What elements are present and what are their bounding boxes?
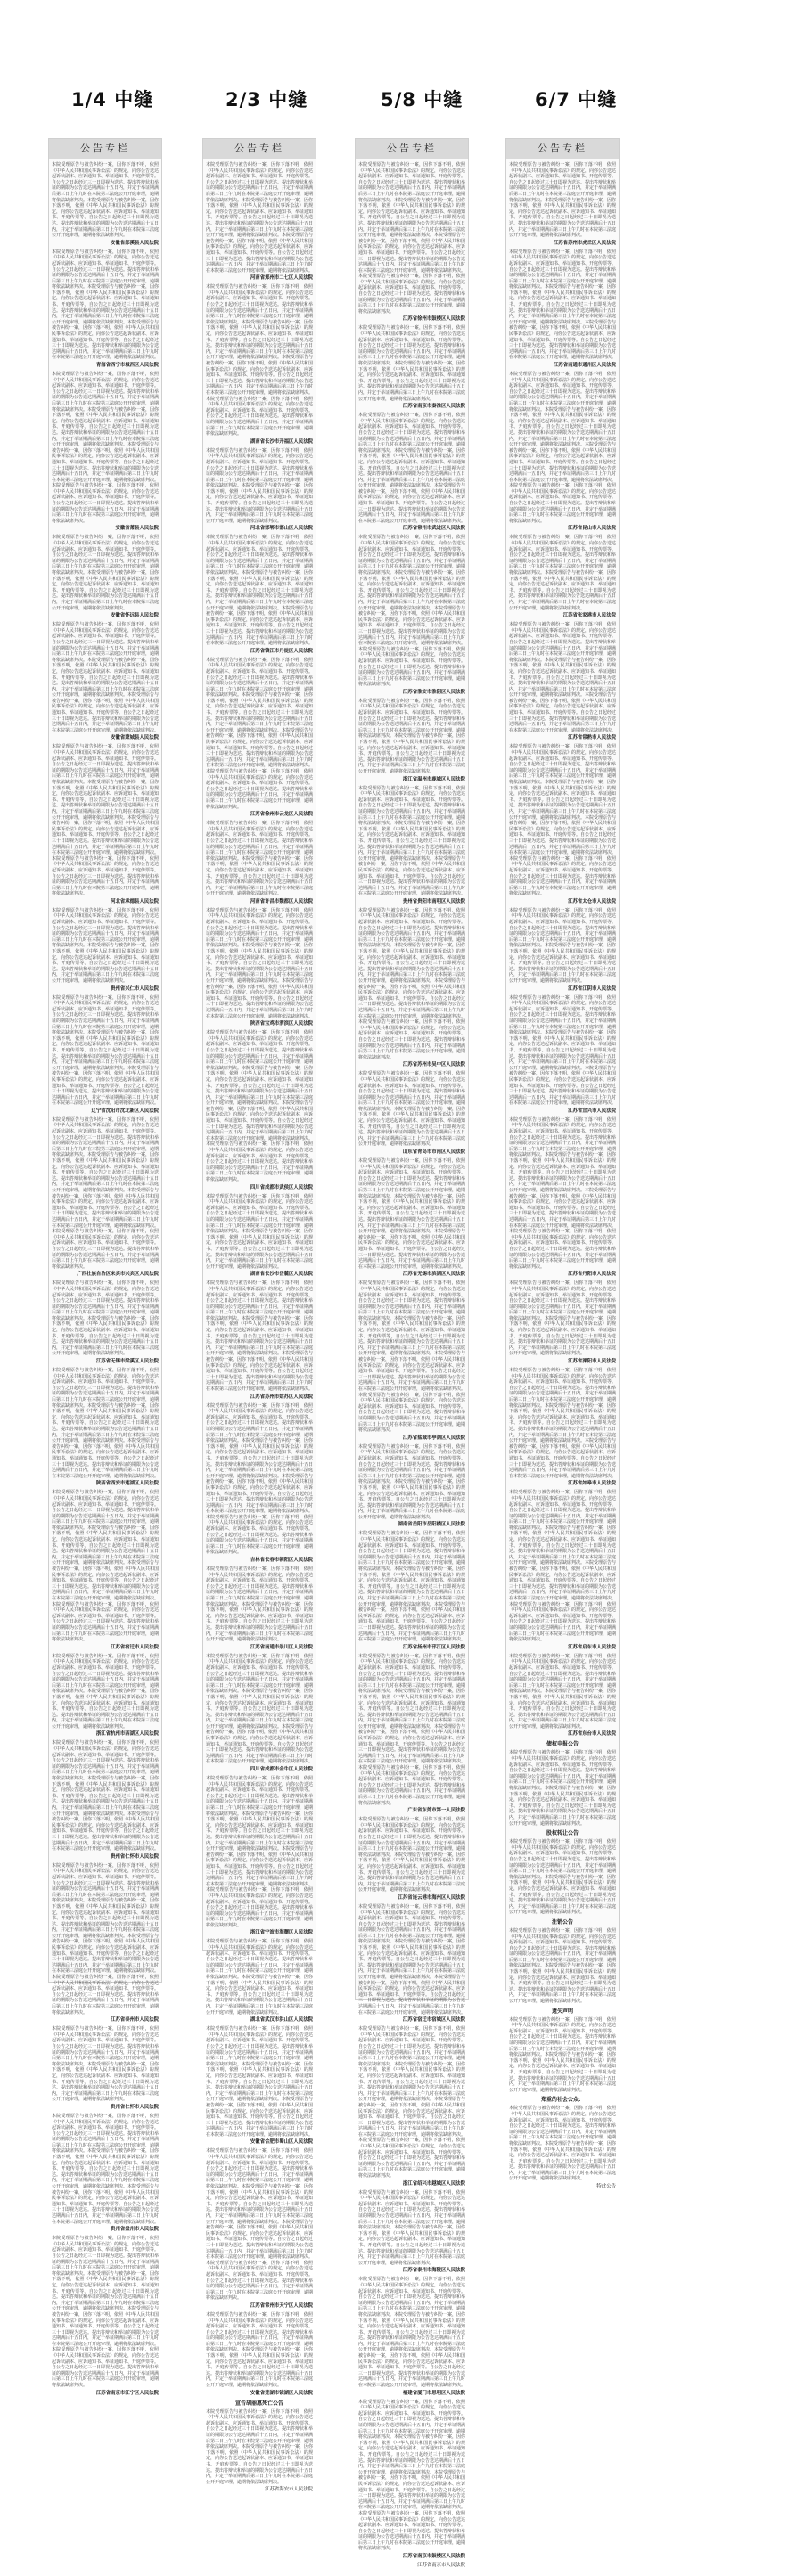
court-signature: 河北省邯郸市邯山区人民法院	[250, 526, 313, 532]
notice-text: 本院受理原告与被告纠纷一案，因你下落不明，依照《中华人民共和国民事诉讼法》的规定，向你公告送达起诉状副本、应诉通知书、举证通知书、开庭传票等。自公告之日起经过三十日即视为送达。提出答辩状和举证的期限为公告送达期满后十五日内，并定于举证期满后第三日上午九时在本院第三法庭公开开庭审理，逾期将依法缺席判决。本院受理原告与被告纠纷一案，因你下落不明，依照《中华人民共和国民事诉讼法》的规定，向你公告送达起诉状副本、应诉通知书、举证通知书、开庭传票等。自公告之日起经过三十日即视为送达。提出答辩状和举证的期限为公告送达期满后十五日内，并定于举证期满后第三日上午九时在本院第三法庭公开开庭审理，逾期将依法缺席判决。本院受理原告与被告纠纷一案，因你下落不明，依照《中华人民共和国民事诉讼法》的规定，向你公告送达起诉状副本、应诉通知书、举证通知书、开庭传票等。自公告之日起经过三十日即视为送达。提出答辩状和举证的期限为公告送达期满后十五日内，并定于举证期满后第三日上午九时在本院第三法庭公开开庭审理，逾期将依法缺席判决。本院受理原告与被告纠纷一案，因你下落不明，依照《中华人民共和国民事诉讼法》的规定，向你公告送达起诉状副本、应诉通知书、举证通知书、开庭传票等。自公告之日起经过三十日即视为送达。提出答辩状和举证的期限为公告送达期满后十五日内，并定于举证期满后第三日上午九时在本院第三法庭公开开庭审理，逾期将依法缺席判决。	[206, 1776, 314, 1928]
column-body	[203, 159, 316, 2500]
court-signature: 江苏省南通市崇川区人民法院	[250, 1644, 313, 1650]
court-signature: 江苏省扬州市邗江区人民法院	[402, 1644, 465, 1650]
court-signature: 江苏省连云港市海州区人民法院	[398, 1894, 465, 1901]
court-signature: 贵州省贵阳市南明区人民法院	[402, 898, 465, 904]
notice-text: 本院受理原告与被告纠纷一案，因你下落不明，依照《中华人民共和国民事诉讼法》的规定，向你公告送达起诉状副本、应诉通知书、举证通知书、开庭传票等。自公告之日起经过三十日即视为送达。提出答辩状和举证的期限为公告送达期满后十五日内，并定于举证期满后第三日上午九时在本院第三法庭公开开庭审理，逾期将依法缺席判决。本院受理原告与被告纠纷一案，因你下落不明，依照《中华人民共和国民事诉讼法》的规定，向你公告送达起诉状副本、应诉通知书、举证通知书、开庭传票等。自公告之日起经过三十日即视为送达。提出答辩状和举证的期限为公告送达期满后十五日内，并定于举证期满后第三日上午九时在本院第三法庭公开开庭审理，逾期将依法缺席判决。本院受理原告与被告纠纷一案，因你下落不明，依照《中华人民共和国民事诉讼法》的规定，向你公告送达起诉状副本、应诉通知书、举证通知书、开庭传票等。自公告之日起经过三十日即视为送达。提出答辩状和举证的期限为公告送达期满后十五日内，并定于举证期满后第三日上午九时在本院第三法庭公开开庭审理，逾期将依法缺席判决。本院受理原告与被告纠纷一案，因你下落不明，依照《中华人民共和国民事诉讼法》的规定，向你公告送达起诉状副本、应诉通知书、举证通知书、开庭传票等。自公告之日起经过三十日即视为送达。提出答辩状和举证的期限为公告送达期满后十五日内，并定于举证期满后第三日上午九时在本院第三法庭公开开庭审理，逾期将依法缺席判决。	[52, 372, 160, 524]
label-6-7: 6/7 中缝	[535, 89, 618, 110]
court-signature: 浙江省绍兴市越城区人民法院	[402, 2180, 465, 2187]
notice-column-2	[202, 138, 316, 2493]
column-footer-title: 宣告胡丽惠死亡公告	[234, 2400, 283, 2407]
notice-text: 本院受理原告与被告纠纷一案，因你下落不明，依照《中华人民共和国民事诉讼法》的规定，向你公告送达起诉状副本、应诉通知书、举证通知书、开庭传票等。自公告之日起经过三十日即视为送达。提出答辩状和举证的期限为公告送达期满后十五日内，并定于举证期满后第三日上午九时在本院第三法庭公开开庭审理，逾期将依法缺席判决。本院受理原告与被告纠纷一案，因你下落不明，依照《中华人民共和国民事诉讼法》的规定，向你公告送达起诉状副本、应诉通知书、举证通知书、开庭传票等。自公告之日起经过三十日即视为送达。提出答辩状和举证的期限为公告送达期满后十五日内，并定于举证期满后第三日上午九时在本院第三法庭公开开庭审理，逾期将依法缺席判决。	[206, 2408, 314, 2485]
notice-title: 注销公告	[551, 1918, 573, 1926]
notice-text: 本院受理原告与被告纠纷一案，因你下落不明，依照《中华人民共和国民事诉讼法》的规定，向你公告送达起诉状副本、应诉通知书、举证通知书、开庭传票等。自公告之日起经过三十日即视为送达。提出答辩状和举证的期限为公告送达期满后十五日内，并定于举证期满后第三日上午九时在本院第三法庭公开开庭审理，逾期将依法缺席判决。本院受理原告与被告纠纷一案，因你下落不明，依照《中华人民共和国民事诉讼法》的规定，向你公告送达起诉状副本、应诉通知书、举证通知书、开庭传票等。自公告之日起经过三十日即视为送达。提出答辩状和举证的期限为公告送达期满后十五日内，并定于举证期满后第三日上午九时在本院第三法庭公开开庭审理，逾期将依法缺席判决。	[206, 821, 314, 897]
court-signature: 吉林省长春市朝阳区人民法院	[250, 1558, 313, 1564]
column-header: 公告专栏	[356, 139, 468, 159]
court-signature: 江苏省东台市人民法院	[568, 1731, 616, 1738]
notice-column-4	[505, 138, 620, 2190]
notice-text: 本院受理原告与被告纠纷一案，因你下落不明，依照《中华人民共和国民事诉讼法》的规定，向你公告送达起诉状副本、应诉通知书、举证通知书、开庭传票等。自公告之日起经过三十日即视为送达。提出答辩状和举证的期限为公告送达期满后十五日内，并定于举证期满后第三日上午九时在本院第三法庭公开开庭审理，逾期将依法缺席判决。本院受理原告与被告纠纷一案，因你下落不明，依照《中华人民共和国民事诉讼法》的规定，向你公告送达起诉状副本、应诉通知书、举证通知书、开庭传票等。自公告之日起经过三十日即视为送达。提出答辩状和举证的期限为公告送达期满后十五日内，并定于举证期满后第三日上午九时在本院第三法庭公开开庭审理，逾期将依法缺席判决。本院受理原告与被告纠纷一案，因你下落不明，依照《中华人民共和国民事诉讼法》的规定，向你公告送达起诉状副本、应诉通知书、举证通知书、开庭传票等。自公告之日起经过三十日即视为送达。提出答辩状和举证的期限为公告送达期满后十五日内，并定于举证期满后第三日上午九时在本院第三法庭公开开庭审理，逾期将依法缺席判决。本院受理原告与被告纠纷一案，因你下落不明，依照《中华人民共和国民事诉讼法》的规定，向你公告送达起诉状副本、应诉通知书、举证通知书、开庭传票等。自公告之日起经过三十日即视为送达。提出答辩状和举证的期限为公告送达期满后十五日内，并定于举证期满后第三日上午九时在本院第三法庭公开开庭审理，逾期将依法缺席判决。	[509, 1116, 617, 1270]
notice-text: 本院受理原告与被告纠纷一案，因你下落不明，依照《中华人民共和国民事诉讼法》的规定，向你公告送达起诉状副本、应诉通知书、举证通知书、开庭传票等。自公告之日起经过三十日即视为送达。提出答辩状和举证的期限为公告送达期满后十五日内，并定于举证期满后第三日上午九时在本院第三法庭公开开庭审理，逾期将依法缺席判决。本院受理原告与被告纠纷一案，因你下落不明，依照《中华人民共和国民事诉讼法》的规定，向你公告送达起诉状副本、应诉通知书、举证通知书、开庭传票等。自公告之日起经过三十日即视为送达。提出答辩状和举证的期限为公告送达期满后十五日内，并定于举证期满后第三日上午九时在本院第三法庭公开开庭审理，逾期将依法缺席判决。本院受理原告与被告纠纷一案，因你下落不明，依照《中华人民共和国民事诉讼法》的规定，向你公告送达起诉状副本、应诉通知书、举证通知书、开庭传票等。自公告之日起经过三十日即视为送达。提出答辩状和举证的期限为公告送达期满后十五日内，并定于举证期满后第三日上午九时在本院第三法庭公开开庭审理，逾期将依法缺席判决。	[52, 994, 160, 1107]
notice-text: 本院受理原告与被告纠纷一案，因你下落不明，依照《中华人民共和国民事诉讼法》的规定，向你公告送达起诉状副本、应诉通知书、举证通知书、开庭传票等。自公告之日起经过三十日即视为送达。提出答辩状和举证的期限为公告送达期满后十五日内，并定于举证期满后第三日上午九时在本院第三法庭公开开庭审理，逾期将依法缺席判决。本院受理原告与被告纠纷一案，因你下落不明，依照《中华人民共和国民事诉讼法》的规定，向你公告送达起诉状副本、应诉通知书、举证通知书、开庭传票等。自公告之日起经过三十日即视为送达。提出答辩状和举证的期限为公告送达期满后十五日内，并定于举证期满后第三日上午九时在本院第三法庭公开开庭审理，逾期将依法缺席判决。本院受理原告与被告纠纷一案，因你下落不明，依照《中华人民共和国民事诉讼法》的规定，向你公告送达起诉状副本、应诉通知书、举证通知书、开庭传票等。自公告之日起经过三十日即视为送达。提出答辩状和举证的期限为公告送达期满后十五日内，并定于举证期满后第三日上午九时在本院第三法庭公开开庭审理，逾期将依法缺席判决。本院受理原告与被告纠纷一案，因你下落不明，依照《中华人民共和国民事诉讼法》的规定，向你公告送达起诉状副本、应诉通知书、举证通知书、开庭传票等。自公告之日起经过三十日即视为送达。提出答辩状和举证的期限为公告送达期满后十五日内，并定于举证期满后第三日上午九时在本院第三法庭公开开庭审理，逾期将依法缺席判决。	[509, 1490, 617, 1643]
court-signature: 江苏省苏州市吴中区人民法院	[402, 1062, 465, 1068]
notice-text: 本院受理原告与被告纠纷一案，因你下落不明，依照《中华人民共和国民事诉讼法》的规定，向你公告送达起诉状副本、应诉通知书、举证通知书、开庭传票等。自公告之日起经过三十日即视为送达。提出答辩状和举证的期限为公告送达期满后十五日内，并定于举证期满后第三日上午九时在本院第三法庭公开开庭审理，逾期将依法缺席判决。本院受理原告与被告纠纷一案，因你下落不明，依照《中华人民共和国民事诉讼法》的规定，向你公告送达起诉状副本、应诉通知书、举证通知书、开庭传票等。自公告之日起经过三十日即视为送达。提出答辩状和举证的期限为公告送达期满后十五日内，并定于举证期满后第三日上午九时在本院第三法庭公开开庭审理，逾期将依法缺席判决。本院受理原告与被告纠纷一案，因你下落不明，依照《中华人民共和国民事诉讼法》的规定，向你公告送达起诉状副本、应诉通知书、举证通知书、开庭传票等。自公告之日起经过三十日即视为送达。提出答辩状和举证的期限为公告送达期满后十五日内，并定于举证期满后第三日上午九时在本院第三法庭公开开庭审理，逾期将依法缺席判决。本院受理原告与被告纠纷一案，因你下落不明，依照《中华人民共和国民事诉讼法》的规定，向你公告送达起诉状副本、应诉通知书、举证通知书、开庭传票等。自公告之日起经过三十日即视为送达。提出答辩状和举证的期限为公告送达期满后十五日内，并定于举证期满后第三日上午九时在本院第三法庭公开开庭审理，逾期将依法缺席判决。	[358, 1280, 466, 1434]
notice-text: 本院受理原告与被告纠纷一案，因你下落不明，依照《中华人民共和国民事诉讼法》的规定，向你公告送达起诉状副本、应诉通知书、举证通知书、开庭传票等。自公告之日起经过三十日即视为送达。提出答辩状和举证的期限为公告送达期满后十五日内，并定于举证期满后第三日上午九时在本院第三法庭公开开庭审理，逾期将依法缺席判决。本院受理原告与被告纠纷一案，因你下落不明，依照《中华人民共和国民事诉讼法》的规定，向你公告送达起诉状副本、应诉通知书、举证通知书、开庭传票等。自公告之日起经过三十日即视为送达。提出答辩状和举证的期限为公告送达期满后十五日内，并定于举证期满后第三日上午九时在本院第三法庭公开开庭审理，逾期将依法缺席判决。本院受理原告与被告纠纷一案，因你下落不明，依照《中华人民共和国民事诉讼法》的规定，向你公告送达起诉状副本、应诉通知书、举证通知书、开庭传票等。自公告之日起经过三十日即视为送达。提出答辩状和举证的期限为公告送达期满后十五日内，并定于举证期满后第三日上午九时在本院第三法庭公开开庭审理，逾期将依法缺席判决。	[206, 162, 314, 274]
court-signature: 安徽省萧县人民法院	[115, 526, 159, 532]
label-1-4: 1/4 中缝	[71, 89, 154, 110]
court-signature: 贵州省兴仁市人民法院	[111, 985, 159, 992]
notice-text: 本院受理原告与被告纠纷一案，因你下落不明，依照《中华人民共和国民事诉讼法》的规定，向你公告送达起诉状副本、应诉通知书、举证通知书、开庭传票等。自公告之日起经过三十日即视为送达。提出答辩状和举证的期限为公告送达期满后十五日内，并定于举证期满后第三日上午九时在本院第三法庭公开开庭审理，逾期将依法缺席判决。本院受理原告与被告纠纷一案，因你下落不明，依照《中华人民共和国民事诉讼法》的规定，向你公告送达起诉状副本、应诉通知书、举证通知书、开庭传票等。自公告之日起经过三十日即视为送达。提出答辩状和举证的期限为公告送达期满后十五日内，并定于举证期满后第三日上午九时在本院第三法庭公开开庭审理，逾期将依法缺席判决。	[509, 535, 617, 611]
column-footer-signature: 江苏省南京市人民法院	[417, 2563, 465, 2569]
notice-text: 本院受理原告与被告纠纷一案，因你下落不明，依照《中华人民共和国民事诉讼法》的规定，向你公告送达起诉状副本、应诉通知书、举证通知书、开庭传票等。自公告之日起经过三十日即视为送达。提出答辩状和举证的期限为公告送达期满后十五日内，并定于举证期满后第三日上午九时在本院第三法庭公开开庭审理，逾期将依法缺席判决。本院受理原告与被告纠纷一案，因你下落不明，依照《中华人民共和国民事诉讼法》的规定，向你公告送达起诉状副本、应诉通知书、举证通知书、开庭传票等。自公告之日起经过三十日即视为送达。提出答辩状和举证的期限为公告送达期满后十五日内，并定于举证期满后第三日上午九时在本院第三法庭公开开庭审理，逾期将依法缺席判决。本院受理原告与被告纠纷一案，因你下落不明，依照《中华人民共和国民事诉讼法》的规定，向你公告送达起诉状副本、应诉通知书、举证通知书、开庭传票等。自公告之日起经过三十日即视为送达。提出答辩状和举证的期限为公告送达期满后十五日内，并定于举证期满后第三日上午九时在本院第三法庭公开开庭审理，逾期将依法缺席判决。本院受理原告与被告纠纷一案，因你下落不明，依照《中华人民共和国民事诉讼法》的规定，向你公告送达起诉状副本、应诉通知书、举证通知书、开庭传票等。自公告之日起经过三十日即视为送达。提出答辩状和举证的期限为公告送达期满后十五日内，并定于举证期满后第三日上午九时在本院第三法庭公开开庭审理，逾期将依法缺席判决。	[206, 284, 314, 438]
court-signature: 青海省西宁市城西区人民法院	[95, 363, 159, 368]
court-signature: 浙江省杭州市西湖区人民法院	[95, 1731, 159, 1738]
notice-text: 本院受理原告与被告纠纷一案，因你下落不明，依照《中华人民共和国民事诉讼法》的规定，向你公告送达起诉状副本、应诉通知书、举证通知书、开庭传票等。自公告之日起经过三十日即视为送达。提出答辩状和举证的期限为公告送达期满后十五日内，并定于举证期满后第三日上午九时在本院第三法庭公开开庭审理，逾期将依法缺席判决。本院受理原告与被告纠纷一案，因你下落不明，依照《中华人民共和国民事诉讼法》的规定，向你公告送达起诉状副本、应诉通知书、举证通知书、开庭传票等。自公告之日起经过三十日即视为送达。提出答辩状和举证的期限为公告送达期满后十五日内，并定于举证期满后第三日上午九时在本院第三法庭公开开庭审理，逾期将依法缺席判决。	[52, 2026, 160, 2103]
court-signature: 贵州省仁怀市人民法院	[111, 2104, 159, 2110]
notice-text: 本院受理原告与被告纠纷一案，因你下落不明，依照《中华人民共和国民事诉讼法》的规定，向你公告送达起诉状副本、应诉通知书、举证通知书、开庭传票等。自公告之日起经过三十日即视为送达。提出答辩状和举证的期限为公告送达期满后十五日内，并定于举证期满后第三日上午九时在本院第三法庭公开开庭审理，逾期将依法缺席判决。本院受理原告与被告纠纷一案，因你下落不明，依照《中华人民共和国民事诉讼法》的规定，向你公告送达起诉状副本、应诉通知书、举证通知书、开庭传票等。自公告之日起经过三十日即视为送达。提出答辩状和举证的期限为公告送达期满后十五日内，并定于举证期满后第三日上午九时在本院第三法庭公开开庭审理，逾期将依法缺席判决。本院受理原告与被告纠纷一案，因你下落不明，依照《中华人民共和国民事诉讼法》的规定，向你公告送达起诉状副本、应诉通知书、举证通知书、开庭传票等。自公告之日起经过三十日即视为送达。提出答辩状和举证的期限为公告送达期满后十五日内，并定于举证期满后第三日上午九时在本院第三法庭公开开庭审理，逾期将依法缺席判决。	[206, 535, 314, 647]
court-signature: 江苏省徐州市鼓楼区人民法院	[402, 316, 465, 323]
court-signature: 江苏省太仓市人民法院	[568, 898, 616, 904]
notice-text: 本院受理原告与被告纠纷一案，因你下落不明，依照《中华人民共和国民事诉讼法》的规定，向你公告送达起诉状副本、应诉通知书、举证通知书、开庭传票等。自公告之日起经过三十日即视为送达。提出答辩状和举证的期限为公告送达期满后十五日内，并定于举证期满后第三日上午九时在本院第三法庭公开开庭审理，逾期将依法缺席判决。本院受理原告与被告纠纷一案，因你下落不明，依照《中华人民共和国民事诉讼法》的规定，向你公告送达起诉状副本、应诉通知书、举证通知书、开庭传票等。自公告之日起经过三十日即视为送达。提出答辩状和举证的期限为公告送达期满后十五日内，并定于举证期满后第三日上午九时在本院第三法庭公开开庭审理，逾期将依法缺席判决。本院受理原告与被告纠纷一案，因你下落不明，依照《中华人民共和国民事诉讼法》的规定，向你公告送达起诉状副本、应诉通知书、举证通知书、开庭传票等。自公告之日起经过三十日即视为送达。提出答辩状和举证的期限为公告送达期满后十五日内，并定于举证期满后第三日上午九时在本院第三法庭公开开庭审理，逾期将依法缺席判决。本院受理原告与被告纠纷一案，因你下落不明，依照《中华人民共和国民事诉讼法》的规定，向你公告送达起诉状副本、应诉通知书、举证通知书、开庭传票等。自公告之日起经过三十日即视为送达。提出答辩状和举证的期限为公告送达期满后十五日内，并定于举证期满后第三日上午九时在本院第三法庭公开开庭审理，逾期将依法缺席判决。	[358, 535, 466, 688]
court-signature: 江苏省苏州市虎丘区人民法院	[553, 240, 616, 246]
notice-text: 本院受理原告与被告纠纷一案，因你下落不明，依照《中华人民共和国民事诉讼法》的规定，向你公告送达起诉状副本、应诉通知书、举证通知书、开庭传票等。自公告之日起经过三十日即视为送达。提出答辩状和举证的期限为公告送达期满后十五日内，并定于举证期满后第三日上午九时在本院第三法庭公开开庭审理，逾期将依法缺席判决。本院受理原告与被告纠纷一案，因你下落不明，依照《中华人民共和国民事诉讼法》的规定，向你公告送达起诉状副本、应诉通知书、举证通知书、开庭传票等。自公告之日起经过三十日即视为送达。提出答辩状和举证的期限为公告送达期满后十五日内，并定于举证期满后第三日上午九时在本院第三法庭公开开庭审理，逾期将依法缺席判决。	[509, 1750, 617, 1827]
notice-text: 本院受理原告与被告纠纷一案，因你下落不明，依照《中华人民共和国民事诉讼法》的规定，向你公告送达起诉状副本、应诉通知书、举证通知书、开庭传票等。自公告之日起经过三十日即视为送达。提出答辩状和举证的期限为公告送达期满后十五日内，并定于举证期满后第三日上午九时在本院第三法庭公开开庭审理，逾期将依法缺席判决。本院受理原告与被告纠纷一案，因你下落不明，依照《中华人民共和国民事诉讼法》的规定，向你公告送达起诉状副本、应诉通知书、举证通知书、开庭传票等。自公告之日起经过三十日即视为送达。提出答辩状和举证的期限为公告送达期满后十五日内，并定于举证期满后第三日上午九时在本院第三法庭公开开庭审理，逾期将依法缺席判决。	[52, 1280, 160, 1357]
court-signature: 安徽省蒙城县人民法院	[111, 735, 159, 741]
notice-text: 本院受理原告与被告纠纷一案，因你下落不明，依照《中华人民共和国民事诉讼法》的规定，向你公告送达起诉状副本、应诉通知书、举证通知书、开庭传票等。自公告之日起经过三十日即视为送达。提出答辩状和举证的期限为公告送达期满后十五日内，并定于举证期满后第三日上午九时在本院第三法庭公开开庭审理，逾期将依法缺席判决。本院受理原告与被告纠纷一案，因你下落不明，依照《中华人民共和国民事诉讼法》的规定，向你公告送达起诉状副本、应诉通知书、举证通知书、开庭传票等。自公告之日起经过三十日即视为送达。提出答辩状和举证的期限为公告送达期满后十五日内，并定于举证期满后第三日上午九时在本院第三法庭公开开庭审理，逾期将依法缺席判决。	[206, 1566, 314, 1643]
column-body	[49, 159, 161, 2405]
court-signature: 广西壮族自治区来宾市兴宾区人民法院	[77, 1272, 159, 1278]
notice-text: 本院受理原告与被告纠纷一案，因你下落不明，依照《中华人民共和国民事诉讼法》的规定，向你公告送达起诉状副本、应诉通知书、举证通知书、开庭传票等。自公告之日起经过三十日即视为送达。提出答辩状和举证的期限为公告送达期满后十五日内，并定于举证期满后第三日上午九时在本院第三法庭公开开庭审理，逾期将依法缺席判决。本院受理原告与被告纠纷一案，因你下落不明，依照《中华人民共和国民事诉讼法》的规定，向你公告送达起诉状副本、应诉通知书、举证通知书、开庭传票等。自公告之日起经过三十日即视为送达。提出答辩状和举证的期限为公告送达期满后十五日内，并定于举证期满后第三日上午九时在本院第三法庭公开开庭审理，逾期将依法缺席判决。	[358, 698, 466, 774]
notice-text: 本院受理原告与被告纠纷一案，因你下落不明，依照《中华人民共和国民事诉讼法》的规定，向你公告送达起诉状副本、应诉通知书、举证通知书、开庭传票等。自公告之日起经过三十日即视为送达。提出答辩状和举证的期限为公告送达期满后十五日内，并定于举证期满后第三日上午九时在本院第三法庭公开开庭审理，逾期将依法缺席判决。本院受理原告与被告纠纷一案，因你下落不明，依照《中华人民共和国民事诉讼法》的规定，向你公告送达起诉状副本、应诉通知书、举证通知书、开庭传票等。自公告之日起经过三十日即视为送达。提出答辩状和举证的期限为公告送达期满后十五日内，并定于举证期满后第三日上午九时在本院第三法庭公开开庭审理，逾期将依法缺席判决。	[52, 162, 160, 239]
notice-column-3	[355, 138, 469, 2569]
notice-text: 本院受理原告与被告纠纷一案，因你下落不明，依照《中华人民共和国民事诉讼法》的规定，向你公告送达起诉状副本、应诉通知书、举证通知书、开庭传票等。自公告之日起经过三十日即视为送达。提出答辩状和举证的期限为公告送达期满后十五日内，并定于举证期满后第三日上午九时在本院第三法庭公开开庭审理，逾期将依法缺席判决。本院受理原告与被告纠纷一案，因你下落不明，依照《中华人民共和国民事诉讼法》的规定，向你公告送达起诉状副本、应诉通知书、举证通知书、开庭传票等。自公告之日起经过三十日即视为送达。提出答辩状和举证的期限为公告送达期满后十五日内，并定于举证期满后第三日上午九时在本院第三法庭公开开庭审理，逾期将依法缺席判决。	[52, 1653, 160, 1730]
court-signature: 浙江省温州市鹿城区人民法院	[402, 776, 465, 782]
court-signature: 福建省厦门市思明区人民法院	[402, 2390, 465, 2396]
notice-text: 本院受理原告与被告纠纷一案，因你下落不明，依照《中华人民共和国民事诉讼法》的规定，向你公告送达起诉状副本、应诉通知书、举证通知书、开庭传票等。自公告之日起经过三十日即视为送达。提出答辩状和举证的期限为公告送达期满后十五日内，并定于举证期满后第三日上午九时在本院第三法庭公开开庭审理，逾期将依法缺席判决。本院受理原告与被告纠纷一案，因你下落不明，依照《中华人民共和国民事诉讼法》的规定，向你公告送达起诉状副本、应诉通知书、举证通知书、开庭传票等。自公告之日起经过三十日即视为送达。提出答辩状和举证的期限为公告送达期满后十五日内，并定于举证期满后第三日上午九时在本院第三法庭公开开庭审理，逾期将依法缺席判决。	[509, 2016, 617, 2093]
notice-text: 本院受理原告与被告纠纷一案，因你下落不明，依照《中华人民共和国民事诉讼法》的规定，向你公告送达起诉状副本、应诉通知书、举证通知书、开庭传票等。自公告之日起经过三十日即视为送达。提出答辩状和举证的期限为公告送达期满后十五日内，并定于举证期满后第三日上午九时在本院第三法庭公开开庭审理，逾期将依法缺席判决。本院受理原告与被告纠纷一案，因你下落不明，依照《中华人民共和国民事诉讼法》的规定，向你公告送达起诉状副本、应诉通知书、举证通知书、开庭传票等。自公告之日起经过三十日即视为送达。提出答辩状和举证的期限为公告送达期满后十五日内，并定于举证期满后第三日上午九时在本院第三法庭公开开庭审理，逾期将依法缺席判决。本院受理原告与被告纠纷一案，因你下落不明，依照《中华人民共和国民事诉讼法》的规定，向你公告送达起诉状副本、应诉通知书、举证通知书、开庭传票等。自公告之日起经过三十日即视为送达。提出答辩状和举证的期限为公告送达期满后十五日内，并定于举证期满后第三日上午九时在本院第三法庭公开开庭审理，逾期将依法缺席判决。	[358, 413, 466, 524]
notice-text: 本院受理原告与被告纠纷一案，因你下落不明，依照《中华人民共和国民事诉讼法》的规定，向你公告送达起诉状副本、应诉通知书、举证通知书、开庭传票等。自公告之日起经过三十日即视为送达。提出答辩状和举证的期限为公告送达期满后十五日内，并定于举证期满后第三日上午九时在本院第三法庭公开开庭审理，逾期将依法缺席判决。本院受理原告与被告纠纷一案，因你下落不明，依照《中华人民共和国民事诉讼法》的规定，向你公告送达起诉状副本、应诉通知书、举证通知书、开庭传票等。自公告之日起经过三十日即视为送达。提出答辩状和举证的期限为公告送达期满后十五日内，并定于举证期满后第三日上午九时在本院第三法庭公开开庭审理，逾期将依法缺席判决。本院受理原告与被告纠纷一案，因你下落不明，依照《中华人民共和国民事诉讼法》的规定，向你公告送达起诉状副本、应诉通知书、举证通知书、开庭传票等。自公告之日起经过三十日即视为送达。提出答辩状和举证的期限为公告送达期满后十五日内，并定于举证期满后第三日上午九时在本院第三法庭公开开庭审理，逾期将依法缺席判决。本院受理原告与被告纠纷一案，因你下落不明，依照《中华人民共和国民事诉讼法》的规定，向你公告送达起诉状副本、应诉通知书、举证通知书、开庭传票等。自公告之日起经过三十日即视为送达。提出答辩状和举证的期限为公告送达期满后十五日内，并定于举证期满后第三日上午九时在本院第三法庭公开开庭审理，逾期将依法缺席判决。	[358, 907, 466, 1060]
court-signature: 江苏省南京市江宁区人民法院	[95, 2390, 159, 2396]
notice-text: 本院受理原告与被告纠纷一案，因你下落不明，依照《中华人民共和国民事诉讼法》的规定，向你公告送达起诉状副本、应诉通知书、举证通知书、开庭传票等。自公告之日起经过三十日即视为送达。提出答辩状和举证的期限为公告送达期满后十五日内，并定于举证期满后第三日上午九时在本院第三法庭公开开庭审理，逾期将依法缺席判决。本院受理原告与被告纠纷一案，因你下落不明，依照《中华人民共和国民事诉讼法》的规定，向你公告送达起诉状副本、应诉通知书、举证通知书、开庭传票等。自公告之日起经过三十日即视为送达。提出答辩状和举证的期限为公告送达期满后十五日内，并定于举证期满后第三日上午九时在本院第三法庭公开开庭审理，逾期将依法缺席判决。本院受理原告与被告纠纷一案，因你下落不明，依照《中华人民共和国民事诉讼法》的规定，向你公告送达起诉状副本、应诉通知书、举证通知书、开庭传票等。自公告之日起经过三十日即视为送达。提出答辩状和举证的期限为公告送达期满后十五日内，并定于举证期满后第三日上午九时在本院第三法庭公开开庭审理，逾期将依法缺席判决。本院受理原告与被告纠纷一案，因你下落不明，依照《中华人民共和国民事诉讼法》的规定，向你公告送达起诉状副本、应诉通知书、举证通知书、开庭传票等。自公告之日起经过三十日即视为送达。提出答辩状和举证的期限为公告送达期满后十五日内，并定于举证期满后第三日上午九时在本院第三法庭公开开庭审理，逾期将依法缺席判决。	[52, 1116, 160, 1270]
notice-text: 本院受理原告与被告纠纷一案，因你下落不明，依照《中华人民共和国民事诉讼法》的规定，向你公告送达起诉状副本、应诉通知书、举证通知书、开庭传票等。自公告之日起经过三十日即视为送达。提出答辩状和举证的期限为公告送达期满后十五日内，并定于举证期满后第三日上午九时在本院第三法庭公开开庭审理，逾期将依法缺席判决。本院受理原告与被告纠纷一案，因你下落不明，依照《中华人民共和国民事诉讼法》的规定，向你公告送达起诉状副本、应诉通知书、举证通知书、开庭传票等。自公告之日起经过三十日即视为送达。提出答辩状和举证的期限为公告送达期满后十五日内，并定于举证期满后第三日上午九时在本院第三法庭公开开庭审理，逾期将依法缺席判决。本院受理原告与被告纠纷一案，因你下落不明，依照《中华人民共和国民事诉讼法》的规定，向你公告送达起诉状副本、应诉通知书、举证通知书、开庭传票等。自公告之日起经过三十日即视为送达。提出答辩状和举证的期限为公告送达期满后十五日内，并定于举证期满后第三日上午九时在本院第三法庭公开开庭审理，逾期将依法缺席判决。本院受理原告与被告纠纷一案，因你下落不明，依照《中华人民共和国民事诉讼法》的规定，向你公告送达起诉状副本、应诉通知书、举证通知书、开庭传票等。自公告之日起经过三十日即视为送达。提出答辩状和举证的期限为公告送达期满后十五日内，并定于举证期满后第三日上午九时在本院第三法庭公开开庭审理，逾期将依法缺席判决。	[206, 2148, 314, 2302]
notice-text: 本院受理原告与被告纠纷一案，因你下落不明，依照《中华人民共和国民事诉讼法》的规定，向你公告送达起诉状副本、应诉通知书、举证通知书、开庭传票等。自公告之日起经过三十日即视为送达。提出答辩状和举证的期限为公告送达期满后十五日内，并定于举证期满后第三日上午九时在本院第三法庭公开开庭审理，逾期将依法缺席判决。本院受理原告与被告纠纷一案，因你下落不明，依照《中华人民共和国民事诉讼法》的规定，向你公告送达起诉状副本、应诉通知书、举证通知书、开庭传票等。自公告之日起经过三十日即视为送达。提出答辩状和举证的期限为公告送达期满后十五日内，并定于举证期满后第三日上午九时在本院第三法庭公开开庭审理，逾期将依法缺席判决。本院受理原告与被告纠纷一案，因你下落不明，依照《中华人民共和国民事诉讼法》的规定，向你公告送达起诉状副本、应诉通知书、举证通知书、开庭传票等。自公告之日起经过三十日即视为送达。提出答辩状和举证的期限为公告送达期满后十五日内，并定于举证期满后第三日上午九时在本院第三法庭公开开庭审理，逾期将依法缺席判决。本院受理原告与被告纠纷一案，因你下落不明，依照《中华人民共和国民事诉讼法》的规定，向你公告送达起诉状副本、应诉通知书、举证通知书、开庭传票等。自公告之日起经过三十日即视为送达。提出答辩状和举证的期限为公告送达期满后十五日内，并定于举证期满后第三日上午九时在本院第三法庭公开开庭审理，逾期将依法缺席判决。	[52, 1862, 160, 2016]
notice-text: 本院受理原告与被告纠纷一案，因你下落不明，依照《中华人民共和国民事诉讼法》的规定，向你公告送达起诉状副本、应诉通知书、举证通知书、开庭传票等。自公告之日起经过三十日即视为送达。提出答辩状和举证的期限为公告送达期满后十五日内，并定于举证期满后第三日上午九时在本院第三法庭公开开庭审理，逾期将依法缺席判决。本院受理原告与被告纠纷一案，因你下落不明，依照《中华人民共和国民事诉讼法》的规定，向你公告送达起诉状副本、应诉通知书、举证通知书、开庭传票等。自公告之日起经过三十日即视为送达。提出答辩状和举证的期限为公告送达期满后十五日内，并定于举证期满后第三日上午九时在本院第三法庭公开开庭审理，逾期将依法缺席判决。本院受理原告与被告纠纷一案，因你下落不明，依照《中华人民共和国民事诉讼法》的规定，向你公告送达起诉状副本、应诉通知书、举证通知书、开庭传票等。自公告之日起经过三十日即视为送达。提出答辩状和举证的期限为公告送达期满后十五日内，并定于举证期满后第三日上午九时在本院第三法庭公开开庭审理，逾期将依法缺席判决。本院受理原告与被告纠纷一案，因你下落不明，依照《中华人民共和国民事诉讼法》的规定，向你公告送达起诉状副本、应诉通知书、举证通知书、开庭传票等。自公告之日起经过三十日即视为送达。提出答辩状和举证的期限为公告送达期满后十五日内，并定于举证期满后第三日上午九时在本院第三法庭公开开庭审理，逾期将依法缺席判决。	[52, 744, 160, 897]
notice-text: 本院受理原告与被告纠纷一案，因你下落不明，依照《中华人民共和国民事诉讼法》的规定，向你公告送达起诉状副本、应诉通知书、举证通知书、开庭传票等。自公告之日起经过三十日即视为送达。提出答辩状和举证的期限为公告送达期满后十五日内，并定于举证期满后第三日上午九时在本院第三法庭公开开庭审理，逾期将依法缺席判决。本院受理原告与被告纠纷一案，因你下落不明，依照《中华人民共和国民事诉讼法》的规定，向你公告送达起诉状副本、应诉通知书、举证通知书、开庭传票等。自公告之日起经过三十日即视为送达。提出答辩状和举证的期限为公告送达期满后十五日内，并定于举证期满后第三日上午九时在本院第三法庭公开开庭审理，逾期将依法缺席判决。本院受理原告与被告纠纷一案，因你下落不明，依照《中华人民共和国民事诉讼法》的规定，向你公告送达起诉状副本、应诉通知书、举证通知书、开庭传票等。自公告之日起经过三十日即视为送达。提出答辩状和举证的期限为公告送达期满后十五日内，并定于举证期满后第三日上午九时在本院第三法庭公开开庭审理，逾期将依法缺席判决。	[206, 2026, 314, 2138]
court-signature: 陕西省西安市莲湖区人民法院	[95, 1481, 159, 1487]
notice-text: 本院受理原告与被告纠纷一案，因你下落不明，依照《中华人民共和国民事诉讼法》的规定，向你公告送达起诉状副本、应诉通知书、举证通知书、开庭传票等。自公告之日起经过三十日即视为送达。提出答辩状和举证的期限为公告送达期满后十五日内，并定于举证期满后第三日上午九时在本院第三法庭公开开庭审理，逾期将依法缺席判决。本院受理原告与被告纠纷一案，因你下落不明，依照《中华人民共和国民事诉讼法》的规定，向你公告送达起诉状副本、应诉通知书、举证通知书、开庭传票等。自公告之日起经过三十日即视为送达。提出答辩状和举证的期限为公告送达期满后十五日内，并定于举证期满后第三日上午九时在本院第三法庭公开开庭审理，逾期将依法缺席判决。	[509, 1280, 617, 1357]
notice-text: 本院受理原告与被告纠纷一案，因你下落不明，依照《中华人民共和国民事诉讼法》的规定，向你公告送达起诉状副本、应诉通知书、举证通知书、开庭传票等。自公告之日起经过三十日即视为送达。提出答辩状和举证的期限为公告送达期满后十五日内，并定于举证期满后第三日上午九时在本院第三法庭公开开庭审理，逾期将依法缺席判决。本院受理原告与被告纠纷一案，因你下落不明，依照《中华人民共和国民事诉讼法》的规定，向你公告送达起诉状副本、应诉通知书、举证通知书、开庭传票等。自公告之日起经过三十日即视为送达。提出答辩状和举证的期限为公告送达期满后十五日内，并定于举证期满后第三日上午九时在本院第三法庭公开开庭审理，逾期将依法缺席判决。本院受理原告与被告纠纷一案，因你下落不明，依照《中华人民共和国民事诉讼法》的规定，向你公告送达起诉状副本、应诉通知书、举证通知书、开庭传票等。自公告之日起经过三十日即视为送达。提出答辩状和举证的期限为公告送达期满后十五日内，并定于举证期满后第三日上午九时在本院第三法庭公开开庭审理，逾期将依法缺席判决。	[52, 2113, 160, 2225]
court-signature: 江苏省南京市秦淮区人民法院	[402, 404, 465, 410]
notice-text: 本院受理原告与被告纠纷一案，因你下落不明，依照《中华人民共和国民事诉讼法》的规定，向你公告送达起诉状副本、应诉通知书、举证通知书、开庭传票等。自公告之日起经过三十日即视为送达。提出答辩状和举证的期限为公告送达期满后十五日内，并定于举证期满后第三日上午九时在本院第三法庭公开开庭审理，逾期将依法缺席判决。本院受理原告与被告纠纷一案，因你下落不明，依照《中华人民共和国民事诉讼法》的规定，向你公告送达起诉状副本、应诉通知书、举证通知书、开庭传票等。自公告之日起经过三十日即视为送达。提出答辩状和举证的期限为公告送达期满后十五日内，并定于举证期满后第三日上午九时在本院第三法庭公开开庭审理，逾期将依法缺席判决。本院受理原告与被告纠纷一案，因你下落不明，依照《中华人民共和国民事诉讼法》的规定，向你公告送达起诉状副本、应诉通知书、举证通知书、开庭传票等。自公告之日起经过三十日即视为送达。提出答辩状和举证的期限为公告送达期满后十五日内，并定于举证期满后第三日上午九时在本院第三法庭公开开庭审理，逾期将依法缺席判决。	[509, 994, 617, 1107]
court-signature: 湖北省武汉市洪山区人民法院	[250, 2017, 313, 2024]
label-5-8: 5/8 中缝	[381, 89, 464, 110]
court-signature: 湖南省岳阳市岳阳楼区人民法院	[398, 1522, 465, 1528]
court-signature: 广东省东莞市第一人民法院	[407, 1808, 465, 1814]
notice-text: 本院受理原告与被告纠纷一案，因你下落不明，依照《中华人民共和国民事诉讼法》的规定，向你公告送达起诉状副本、应诉通知书、举证通知书、开庭传票等。自公告之日起经过三十日即视为送达。提出答辩状和举证的期限为公告送达期满后十五日内，并定于举证期满后第三日上午九时在本院第三法庭公开开庭审理，逾期将依法缺席判决。本院受理原告与被告纠纷一案，因你下落不明，依照《中华人民共和国民事诉讼法》的规定，向你公告送达起诉状副本、应诉通知书、举证通知书、开庭传票等。自公告之日起经过三十日即视为送达。提出答辩状和举证的期限为公告送达期满后十五日内，并定于举证期满后第三日上午九时在本院第三法庭公开开庭审理，逾期将依法缺席判决。本院受理原告与被告纠纷一案，因你下落不明，依照《中华人民共和国民事诉讼法》的规定，向你公告送达起诉状副本、应诉通知书、举证通知书、开庭传票等。自公告之日起经过三十日即视为送达。提出答辩状和举证的期限为公告送达期满后十五日内，并定于举证期满后第三日上午九时在本院第三法庭公开开庭审理，逾期将依法缺席判决。本院受理原告与被告纠纷一案，因你下落不明，依照《中华人民共和国民事诉讼法》的规定，向你公告送达起诉状副本、应诉通知书、举证通知书、开庭传票等。自公告之日起经过三十日即视为送达。提出答辩状和举证的期限为公告送达期满后十五日内，并定于举证期满后第三日上午九时在本院第三法庭公开开庭审理，逾期将依法缺席判决。	[358, 2399, 466, 2552]
notice-text: 本院受理原告与被告纠纷一案，因你下落不明，依照《中华人民共和国民事诉讼法》的规定，向你公告送达起诉状副本、应诉通知书、举证通知书、开庭传票等。自公告之日起经过三十日即视为送达。提出答辩状和举证的期限为公告送达期满后十五日内，并定于举证期满后第三日上午九时在本院第三法庭公开开庭审理，逾期将依法缺席判决。本院受理原告与被告纠纷一案，因你下落不明，依照《中华人民共和国民事诉讼法》的规定，向你公告送达起诉状副本、应诉通知书、举证通知书、开庭传票等。自公告之日起经过三十日即视为送达。提出答辩状和举证的期限为公告送达期满后十五日内，并定于举证期满后第三日上午九时在本院第三法庭公开开庭审理，逾期将依法缺席判决。本院受理原告与被告纠纷一案，因你下落不明，依照《中华人民共和国民事诉讼法》的规定，向你公告送达起诉状副本、应诉通知书、举证通知书、开庭传票等。自公告之日起经过三十日即视为送达。提出答辩状和举证的期限为公告送达期满后十五日内，并定于举证期满后第三日上午九时在本院第三法庭公开开庭审理，逾期将依法缺席判决。	[509, 1368, 617, 1479]
court-signature: 四川省成都市金牛区人民法院	[250, 1767, 313, 1773]
notice-text: 本院受理原告与被告纠纷一案，因你下落不明，依照《中华人民共和国民事诉讼法》的规定，向你公告送达起诉状副本、应诉通知书、举证通知书、开庭传票等。自公告之日起经过三十日即视为送达。提出答辩状和举证的期限为公告送达期满后十五日内，并定于举证期满后第三日上午九时在本院第三法庭公开开庭审理，逾期将依法缺席判决。本院受理原告与被告纠纷一案，因你下落不明，依照《中华人民共和国民事诉讼法》的规定，向你公告送达起诉状副本、应诉通知书、举证通知书、开庭传票等。自公告之日起经过三十日即视为送达。提出答辩状和举证的期限为公告送达期满后十五日内，并定于举证期满后第三日上午九时在本院第三法庭公开开庭审理，逾期将依法缺席判决。本院受理原告与被告纠纷一案，因你下落不明，依照《中华人民共和国民事诉讼法》的规定，向你公告送达起诉状副本、应诉通知书、举证通知书、开庭传票等。自公告之日起经过三十日即视为送达。提出答辩状和举证的期限为公告送达期满后十五日内，并定于举证期满后第三日上午九时在本院第三法庭公开开庭审理，逾期将依法缺席判决。	[206, 1653, 314, 1765]
court-signature: 安徽省郎溪县人民法院	[111, 240, 159, 246]
notice-text: 本院受理原告与被告纠纷一案，因你下落不明，依照《中华人民共和国民事诉讼法》的规定，向你公告送达起诉状副本、应诉通知书、举证通知书、开庭传票等。自公告之日起经过三十日即视为送达。提出答辩状和举证的期限为公告送达期满后十五日内，并定于举证期满后第三日上午九时在本院第三法庭公开开庭审理，逾期将依法缺席判决。本院受理原告与被告纠纷一案，因你下落不明，依照《中华人民共和国民事诉讼法》的规定，向你公告送达起诉状副本、应诉通知书、举证通知书、开庭传票等。自公告之日起经过三十日即视为送达。提出答辩状和举证的期限为公告送达期满后十五日内，并定于举证期满后第三日上午九时在本院第三法庭公开开庭审理，逾期将依法缺席判决。本院受理原告与被告纠纷一案，因你下落不明，依照《中华人民共和国民事诉讼法》的规定，向你公告送达起诉状副本、应诉通知书、举证通知书、开庭传票等。自公告之日起经过三十日即视为送达。提出答辩状和举证的期限为公告送达期满后十五日内，并定于举证期满后第三日上午九时在本院第三法庭公开开庭审理，逾期将依法缺席判决。本院受理原告与被告纠纷一案，因你下落不明，依照《中华人民共和国民事诉讼法》的规定，向你公告送达起诉状副本、应诉通知书、举证通知书、开庭传票等。自公告之日起经过三十日即视为送达。提出答辩状和举证的期限为公告送达期满后十五日内，并定于举证期满后第三日上午九时在本院第三法庭公开开庭审理，逾期将依法缺席判决。	[206, 1402, 314, 1556]
court-signature: 江苏省泰州市人民法院	[111, 2017, 159, 2024]
notice-text: 本院受理原告与被告纠纷一案，因你下落不明，依照《中华人民共和国民事诉讼法》的规定，向你公告送达起诉状副本、应诉通知书、举证通知书、开庭传票等。自公告之日起经过三十日即视为送达。提出答辩状和举证的期限为公告送达期满后十五日内，并定于举证期满后第三日上午九时在本院第三法庭公开开庭审理，逾期将依法缺席判决。本院受理原告与被告纠纷一案，因你下落不明，依照《中华人民共和国民事诉讼法》的规定，向你公告送达起诉状副本、应诉通知书、举证通知书、开庭传票等。自公告之日起经过三十日即视为送达。提出答辩状和举证的期限为公告送达期满后十五日内，并定于举证期满后第三日上午九时在本院第三法庭公开开庭审理，逾期将依法缺席判决。	[206, 1193, 314, 1270]
court-signature: 江苏省徐州市云龙区人民法院	[250, 812, 313, 818]
column-footer-title: 郑重的社会公众：	[540, 2097, 584, 2104]
notice-text: 本院受理原告与被告纠纷一案，因你下落不明，依照《中华人民共和国民事诉讼法》的规定，向你公告送达起诉状副本、应诉通知书、举证通知书、开庭传票等。自公告之日起经过三十日即视为送达。提出答辩状和举证的期限为公告送达期满后十五日内，并定于举证期满后第三日上午九时在本院第三法庭公开开庭审理，逾期将依法缺席判决。本院受理原告与被告纠纷一案，因你下落不明，依照《中华人民共和国民事诉讼法》的规定，向你公告送达起诉状副本、应诉通知书、举证通知书、开庭传票等。自公告之日起经过三十日即视为送达。提出答辩状和举证的期限为公告送达期满后十五日内，并定于举证期满后第三日上午九时在本院第三法庭公开开庭审理，逾期将依法缺席判决。	[358, 2189, 466, 2266]
court-signature: 江苏省苏州市姑苏区人民法院	[250, 1394, 313, 1400]
court-signature: 江苏省丹阳市人民法院	[568, 1272, 616, 1278]
court-signature: 江苏省常州市武进区人民法院	[402, 526, 465, 532]
notice-text: 本院受理原告与被告纠纷一案，因你下落不明，依照《中华人民共和国民事诉讼法》的规定，向你公告送达起诉状副本、应诉通知书、举证通知书、开庭传票等。自公告之日起经过三十日即视为送达。提出答辩状和举证的期限为公告送达期满后十五日内，并定于举证期满后第三日上午九时在本院第三法庭公开开庭审理，逾期将依法缺席判决。本院受理原告与被告纠纷一案，因你下落不明，依照《中华人民共和国民事诉讼法》的规定，向你公告送达起诉状副本、应诉通知书、举证通知书、开庭传票等。自公告之日起经过三十日即视为送达。提出答辩状和举证的期限为公告送达期满后十五日内，并定于举证期满后第三日上午九时在本院第三法庭公开开庭审理，逾期将依法缺席判决。本院受理原告与被告纠纷一案，因你下落不明，依照《中华人民共和国民事诉讼法》的规定，向你公告送达起诉状副本、应诉通知书、举证通知书、开庭传票等。自公告之日起经过三十日即视为送达。提出答辩状和举证的期限为公告送达期满后十五日内，并定于举证期满后第三日上午九时在本院第三法庭公开开庭审理，逾期将依法缺席判决。本院受理原告与被告纠纷一案，因你下落不明，依照《中华人民共和国民事诉讼法》的规定，向你公告送达起诉状副本、应诉通知书、举证通知书、开庭传票等。自公告之日起经过三十日即视为送达。提出答辩状和举证的期限为公告送达期满后十五日内，并定于举证期满后第三日上午九时在本院第三法庭公开开庭审理，逾期将依法缺席判决。	[358, 2026, 466, 2179]
court-signature: 江苏省张家港市人民法院	[562, 613, 616, 619]
court-signature: 江苏省江阴市人民法院	[568, 985, 616, 992]
column-header: 公告专栏	[203, 139, 316, 159]
court-signature: 贵州省仁怀市人民法院	[111, 1853, 159, 1860]
court-signature: 江苏省宿迁市宿城区人民法院	[402, 2017, 465, 2024]
notice-text: 本院受理原告与被告纠纷一案，因你下落不明，依照《中华人民共和国民事诉讼法》的规定，向你公告送达起诉状副本、应诉通知书、举证通知书、开庭传票等。自公告之日起经过三十日即视为送达。提出答辩状和举证的期限为公告送达期满后十五日内，并定于举证期满后第三日上午九时在本院第三法庭公开开庭审理，逾期将依法缺席判决。本院受理原告与被告纠纷一案，因你下落不明，依照《中华人民共和国民事诉讼法》的规定，向你公告送达起诉状副本、应诉通知书、举证通知书、开庭传票等。自公告之日起经过三十日即视为送达。提出答辩状和举证的期限为公告送达期满后十五日内，并定于举证期满后第三日上午九时在本院第三法庭公开开庭审理，逾期将依法缺席判决。	[358, 325, 466, 402]
notice-text: 本院受理原告与被告纠纷一案，因你下落不明，依照《中华人民共和国民事诉讼法》的规定，向你公告送达起诉状副本、应诉通知书、举证通知书、开庭传票等。自公告之日起经过三十日即视为送达。提出答辩状和举证的期限为公告送达期满后十五日内，并定于举证期满后第三日上午九时在本院第三法庭公开开庭审理，逾期将依法缺席判决。本院受理原告与被告纠纷一案，因你下落不明，依照《中华人民共和国民事诉讼法》的规定，向你公告送达起诉状副本、应诉通知书、举证通知书、开庭传票等。自公告之日起经过三十日即视为送达。提出答辩状和举证的期限为公告送达期满后十五日内，并定于举证期满后第三日上午九时在本院第三法庭公开开庭审理，逾期将依法缺席判决。本院受理原告与被告纠纷一案，因你下落不明，依照《中华人民共和国民事诉讼法》的规定，向你公告送达起诉状副本、应诉通知书、举证通知书、开庭传票等。自公告之日起经过三十日即视为送达。提出答辩状和举证的期限为公告送达期满后十五日内，并定于举证期满后第三日上午九时在本院第三法庭公开开庭审理，逾期将依法缺席判决。	[52, 1368, 160, 1479]
notice-text: 本院受理原告与被告纠纷一案，因你下落不明，依照《中华人民共和国民事诉讼法》的规定，向你公告送达起诉状副本、应诉通知书、举证通知书、开庭传票等。自公告之日起经过三十日即视为送达。提出答辩状和举证的期限为公告送达期满后十五日内，并定于举证期满后第三日上午九时在本院第三法庭公开开庭审理，逾期将依法缺席判决。本院受理原告与被告纠纷一案，因你下落不明，依照《中华人民共和国民事诉讼法》的规定，向你公告送达起诉状副本、应诉通知书、举证通知书、开庭传票等。自公告之日起经过三十日即视为送达。提出答辩状和举证的期限为公告送达期满后十五日内，并定于举证期满后第三日上午九时在本院第三法庭公开开庭审理，逾期将依法缺席判决。本院受理原告与被告纠纷一案，因你下落不明，依照《中华人民共和国民事诉讼法》的规定，向你公告送达起诉状副本、应诉通知书、举证通知书、开庭传票等。自公告之日起经过三十日即视为送达。提出答辩状和举证的期限为公告送达期满后十五日内，并定于举证期满后第三日上午九时在本院第三法庭公开开庭审理，逾期将依法缺席判决。	[52, 622, 160, 733]
court-signature: 江苏省泰州市海陵区人民法院	[402, 2268, 465, 2274]
notice-text: 本院受理原告与被告纠纷一案，因你下落不明，依照《中华人民共和国民事诉讼法》的规定，向你公告送达起诉状副本、应诉通知书、举证通知书、开庭传票等。自公告之日起经过三十日即视为送达。提出答辩状和举证的期限为公告送达期满后十五日内，并定于举证期满后第三日上午九时在本院第三法庭公开开庭审理，逾期将依法缺席判决。本院受理原告与被告纠纷一案，因你下落不明，依照《中华人民共和国民事诉讼法》的规定，向你公告送达起诉状副本、应诉通知书、举证通知书、开庭传票等。自公告之日起经过三十日即视为送达。提出答辩状和举证的期限为公告送达期满后十五日内，并定于举证期满后第三日上午九时在本院第三法庭公开开庭审理，逾期将依法缺席判决。	[358, 1817, 466, 1893]
court-signature: 江苏省昆山市人民法院	[568, 526, 616, 532]
court-signature: 江苏省淮安市淮阴区人民法院	[402, 689, 465, 695]
notice-text: 本院受理原告与被告纠纷一案，因你下落不明，依照《中华人民共和国民事诉讼法》的规定，向你公告送达起诉状副本、应诉通知书、举证通知书、开庭传票等。自公告之日起经过三十日即视为送达。提出答辩状和举证的期限为公告送达期满后十五日内，并定于举证期满后第三日上午九时在本院第三法庭公开开庭审理，逾期将依法缺席判决。本院受理原告与被告纠纷一案，因你下落不明，依照《中华人民共和国民事诉讼法》的规定，向你公告送达起诉状副本、应诉通知书、举证通知书、开庭传票等。自公告之日起经过三十日即视为送达。提出答辩状和举证的期限为公告送达期满后十五日内，并定于举证期满后第三日上午九时在本院第三法庭公开开庭审理，逾期将依法缺席判决。本院受理原告与被告纠纷一案，因你下落不明，依照《中华人民共和国民事诉讼法》的规定，向你公告送达起诉状副本、应诉通知书、举证通知书、开庭传票等。自公告之日起经过三十日即视为送达。提出答辩状和举证的期限为公告送达期满后十五日内，并定于举证期满后第三日上午九时在本院第三法庭公开开庭审理，逾期将依法缺席判决。	[509, 622, 617, 733]
court-signature: 河北省承德县人民法院	[111, 898, 159, 904]
court-signature: 四川省成都市武侯区人民法院	[250, 1184, 313, 1190]
notice-text: 本院受理原告与被告纠纷一案，因你下落不明，依照《中华人民共和国民事诉讼法》的规定，向你公告送达起诉状副本、应诉通知书、举证通知书、开庭传票等。自公告之日起经过三十日即视为送达。提出答辩状和举证的期限为公告送达期满后十五日内，并定于举证期满后第三日上午九时在本院第三法庭公开开庭审理，逾期将依法缺席判决。本院受理原告与被告纠纷一案，因你下落不明，依照《中华人民共和国民事诉讼法》的规定，向你公告送达起诉状副本、应诉通知书、举证通知书、开庭传票等。自公告之日起经过三十日即视为送达。提出答辩状和举证的期限为公告送达期满后十五日内，并定于举证期满后第三日上午九时在本院第三法庭公开开庭审理，逾期将依法缺席判决。本院受理原告与被告纠纷一案，因你下落不明，依照《中华人民共和国民事诉讼法》的规定，向你公告送达起诉状副本、应诉通知书、举证通知书、开庭传票等。自公告之日起经过三十日即视为送达。提出答辩状和举证的期限为公告送达期满后十五日内，并定于举证期满后第三日上午九时在本院第三法庭公开开庭审理，逾期将依法缺席判决。	[206, 1280, 314, 1392]
notice-title: 股权转让公告	[546, 1830, 579, 1837]
court-signature: 江苏省宜兴市人民法院	[568, 1108, 616, 1114]
column-body	[506, 159, 619, 2197]
court-signature: 江苏省南通市通州区人民法院	[553, 363, 616, 368]
column-body	[356, 159, 468, 2576]
notice-text: 本院受理原告与被告纠纷一案，因你下落不明，依照《中华人民共和国民事诉讼法》的规定，向你公告送达起诉状副本、应诉通知书、举证通知书、开庭传票等。自公告之日起经过三十日即视为送达。提出答辩状和举证的期限为公告送达期满后十五日内，并定于举证期满后第三日上午九时在本院第三法庭公开开庭审理，逾期将依法缺席判决。本院受理原告与被告纠纷一案，因你下落不明，依照《中华人民共和国民事诉讼法》的规定，向你公告送达起诉状副本、应诉通知书、举证通知书、开庭传票等。自公告之日起经过三十日即视为送达。提出答辩状和举证的期限为公告送达期满后十五日内，并定于举证期满后第三日上午九时在本院第三法庭公开开庭审理，逾期将依法缺席判决。本院受理原告与被告纠纷一案，因你下落不明，依照《中华人民共和国民事诉讼法》的规定，向你公告送达起诉状副本、应诉通知书、举证通知书、开庭传票等。自公告之日起经过三十日即视为送达。提出答辩状和举证的期限为公告送达期满后十五日内，并定于举证期满后第三日上午九时在本院第三法庭公开开庭审理，逾期将依法缺席判决。本院受理原告与被告纠纷一案，因你下落不明，依照《中华人民共和国民事诉讼法》的规定，向你公告送达起诉状副本、应诉通知书、举证通知书、开庭传票等。自公告之日起经过三十日即视为送达。提出答辩状和举证的期限为公告送达期满后十五日内，并定于举证期满后第三日上午九时在本院第三法庭公开开庭审理，逾期将依法缺席判决。	[206, 1030, 314, 1182]
court-signature: 江苏省如皋市人民法院	[568, 1481, 616, 1487]
notice-text: 本院受理原告与被告纠纷一案，因你下落不明，依照《中华人民共和国民事诉讼法》的规定，向你公告送达起诉状副本、应诉通知书、举证通知书、开庭传票等。自公告之日起经过三十日即视为送达。提出答辩状和举证的期限为公告送达期满后十五日内，并定于举证期满后第三日上午九时在本院第三法庭公开开庭审理，逾期将依法缺席判决。本院受理原告与被告纠纷一案，因你下落不明，依照《中华人民共和国民事诉讼法》的规定，向你公告送达起诉状副本、应诉通知书、举证通知书、开庭传票等。自公告之日起经过三十日即视为送达。提出答辩状和举证的期限为公告送达期满后十五日内，并定于举证期满后第三日上午九时在本院第三法庭公开开庭审理，逾期将依法缺席判决。	[358, 1443, 466, 1520]
court-signature: 湖南省长沙市岳麓区人民法院	[250, 1272, 313, 1278]
court-signature: 安徽省怀远县人民法院	[111, 613, 159, 619]
court-signature: 江苏省镇江市丹徒区人民法院	[250, 648, 313, 654]
court-signature: 湖南省长沙市开福区人民法院	[250, 438, 313, 445]
notice-text: 本院受理原告与被告纠纷一案，因你下落不明，依照《中华人民共和国民事诉讼法》的规定，向你公告送达起诉状副本、应诉通知书、举证通知书、开庭传票等。自公告之日起经过三十日即视为送达。提出答辩状和举证的期限为公告送达期满后十五日内，并定于举证期满后第三日上午九时在本院第三法庭公开开庭审理，逾期将依法缺席判决。本院受理原告与被告纠纷一案，因你下落不明，依照《中华人民共和国民事诉讼法》的规定，向你公告送达起诉状副本、应诉通知书、举证通知书、开庭传票等。自公告之日起经过三十日即视为送达。提出答辩状和举证的期限为公告送达期满后十五日内，并定于举证期满后第三日上午九时在本院第三法庭公开开庭审理，逾期将依法缺席判决。本院受理原告与被告纠纷一案，因你下落不明，依照《中华人民共和国民事诉讼法》的规定，向你公告送达起诉状副本、应诉通知书、举证通知书、开庭传票等。自公告之日起经过三十日即视为送达。提出答辩状和举证的期限为公告送达期满后十五日内，并定于举证期满后第三日上午九时在本院第三法庭公开开庭审理，逾期将依法缺席判决。	[358, 1531, 466, 1643]
column-header: 公告专栏	[506, 139, 619, 159]
court-signature: 江苏省无锡市滨湖区人民法院	[402, 1272, 465, 1278]
court-signature: 贵州省盘州市人民法院	[111, 2227, 159, 2233]
court-signature: 河南省郑州市二七区人民法院	[250, 275, 313, 282]
notice-text: 本院受理原告与被告纠纷一案，因你下落不明，依照《中华人民共和国民事诉讼法》的规定，向你公告送达起诉状副本、应诉通知书、举证通知书、开庭传票等。自公告之日起经过三十日即视为送达。提出答辩状和举证的期限为公告送达期满后十五日内，并定于举证期满后第三日上午九时在本院第三法庭公开开庭审理，逾期将依法缺席判决。本院受理原告与被告纠纷一案，因你下落不明，依照《中华人民共和国民事诉讼法》的规定，向你公告送达起诉状副本、应诉通知书、举证通知书、开庭传票等。自公告之日起经过三十日即视为送达。提出答辩状和举证的期限为公告送达期满后十五日内，并定于举证期满后第三日上午九时在本院第三法庭公开开庭审理，逾期将依法缺席判决。本院受理原告与被告纠纷一案，因你下落不明，依照《中华人民共和国民事诉讼法》的规定，向你公告送达起诉状副本、应诉通知书、举证通知书、开庭传票等。自公告之日起经过三十日即视为送达。提出答辩状和举证的期限为公告送达期满后十五日内，并定于举证期满后第三日上午九时在本院第三法庭公开开庭审理，逾期将依法缺席判决。本院受理原告与被告纠纷一案，因你下落不明，依照《中华人民共和国民事诉讼法》的规定，向你公告送达起诉状副本、应诉通知书、举证通知书、开庭传票等。自公告之日起经过三十日即视为送达。提出答辩状和举证的期限为公告送达期满后十五日内，并定于举证期满后第三日上午九时在本院第三法庭公开开庭审理，逾期将依法缺席判决。	[358, 162, 466, 315]
court-signature: 辽宁省沈阳市沈北新区人民法院	[91, 1108, 159, 1114]
court-signature: 江苏省常州市天宁区人民法院	[250, 2302, 313, 2309]
column-footer-signature: 特此公告	[596, 2184, 616, 2190]
court-signature: 河南省许昌市魏都区人民法院	[250, 898, 313, 904]
notice-text: 本院受理原告与被告纠纷一案，因你下落不明，依照《中华人民共和国民事诉讼法》的规定，向你公告送达起诉状副本、应诉通知书、举证通知书、开庭传票等。自公告之日起经过三十日即视为送达。提出答辩状和举证的期限为公告送达期满后十五日内，并定于举证期满后第三日上午九时在本院第三法庭公开开庭审理，逾期将依法缺席判决。本院受理原告与被告纠纷一案，因你下落不明，依照《中华人民共和国民事诉讼法》的规定，向你公告送达起诉状副本、应诉通知书、举证通知书、开庭传票等。自公告之日起经过三十日即视为送达。提出答辩状和举证的期限为公告送达期满后十五日内，并定于举证期满后第三日上午九时在本院第三法庭公开开庭审理，逾期将依法缺席判决。	[509, 162, 617, 239]
notice-text: 本院受理原告与被告纠纷一案，因你下落不明，依照《中华人民共和国民事诉讼法》的规定，向你公告送达起诉状副本、应诉通知书、举证通知书、开庭传票等。自公告之日起经过三十日即视为送达。提出答辩状和举证的期限为公告送达期满后十五日内，并定于举证期满后第三日上午九时在本院第三法庭公开开庭审理，逾期将依法缺席判决。本院受理原告与被告纠纷一案，因你下落不明，依照《中华人民共和国民事诉讼法》的规定，向你公告送达起诉状副本、应诉通知书、举证通知书、开庭传票等。自公告之日起经过三十日即视为送达。提出答辩状和举证的期限为公告送达期满后十五日内，并定于举证期满后第三日上午九时在本院第三法庭公开开庭审理，逾期将依法缺席判决。	[206, 2311, 314, 2389]
notice-text: 本院受理原告与被告纠纷一案，因你下落不明，依照《中华人民共和国民事诉讼法》的规定，向你公告送达起诉状副本、应诉通知书、举证通知书、开庭传票等。自公告之日起经过三十日即视为送达。提出答辩状和举证的期限为公告送达期满后十五日内，并定于举证期满后第三日上午九时在本院第三法庭公开开庭审理，逾期将依法缺席判决。本院受理原告与被告纠纷一案，因你下落不明，依照《中华人民共和国民事诉讼法》的规定，向你公告送达起诉状副本、应诉通知书、举证通知书、开庭传票等。自公告之日起经过三十日即视为送达。提出答辩状和举证的期限为公告送达期满后十五日内，并定于举证期满后第三日上午九时在本院第三法庭公开开庭审理，逾期将依法缺席判决。	[358, 1071, 466, 1148]
notice-text: 本院受理原告与被告纠纷一案，因你下落不明，依照《中华人民共和国民事诉讼法》的规定，向你公告送达起诉状副本、应诉通知书、举证通知书、开庭传票等。自公告之日起经过三十日即视为送达。提出答辩状和举证的期限为公告送达期满后十五日内，并定于举证期满后第三日上午九时在本院第三法庭公开开庭审理，逾期将依法缺席判决。本院受理原告与被告纠纷一案，因你下落不明，依照《中华人民共和国民事诉讼法》的规定，向你公告送达起诉状副本、应诉通知书、举证通知书、开庭传票等。自公告之日起经过三十日即视为送达。提出答辩状和举证的期限为公告送达期满后十五日内，并定于举证期满后第三日上午九时在本院第三法庭公开开庭审理，逾期将依法缺席判决。本院受理原告与被告纠纷一案，因你下落不明，依照《中华人民共和国民事诉讼法》的规定，向你公告送达起诉状副本、应诉通知书、举证通知书、开庭传票等。自公告之日起经过三十日即视为送达。提出答辩状和举证的期限为公告送达期满后十五日内，并定于举证期满后第三日上午九时在本院第三法庭公开开庭审理，逾期将依法缺席判决。本院受理原告与被告纠纷一案，因你下落不明，依照《中华人民共和国民事诉讼法》的规定，向你公告送达起诉状副本、应诉通知书、举证通知书、开庭传票等。自公告之日起经过三十日即视为送达。提出答辩状和举证的期限为公告送达期满后十五日内，并定于举证期满后第三日上午九时在本院第三法庭公开开庭审理，逾期将依法缺席判决。	[52, 2236, 160, 2389]
court-signature: 江苏省宿迁市人民法院	[111, 1644, 159, 1650]
notice-text: 本院受理原告与被告纠纷一案，因你下落不明，依照《中华人民共和国民事诉讼法》的规定，向你公告送达起诉状副本、应诉通知书、举证通知书、开庭传票等。自公告之日起经过三十日即视为送达。提出答辩状和举证的期限为公告送达期满后十五日内，并定于举证期满后第三日上午九时在本院第三法庭公开开庭审理，逾期将依法缺席判决。本院受理原告与被告纠纷一案，因你下落不明，依照《中华人民共和国民事诉讼法》的规定，向你公告送达起诉状副本、应诉通知书、举证通知书、开庭传票等。自公告之日起经过三十日即视为送达。提出答辩状和举证的期限为公告送达期满后十五日内，并定于举证期满后第三日上午九时在本院第三法庭公开开庭审理，逾期将依法缺席判决。本院受理原告与被告纠纷一案，因你下落不明，依照《中华人民共和国民事诉讼法》的规定，向你公告送达起诉状副本、应诉通知书、举证通知书、开庭传票等。自公告之日起经过三十日即视为送达。提出答辩状和举证的期限为公告送达期满后十五日内，并定于举证期满后第三日上午九时在本院第三法庭公开开庭审理，逾期将依法缺席判决。本院受理原告与被告纠纷一案，因你下落不明，依照《中华人民共和国民事诉讼法》的规定，向你公告送达起诉状副本、应诉通知书、举证通知书、开庭传票等。自公告之日起经过三十日即视为送达。提出答辩状和举证的期限为公告送达期满后十五日内，并定于举证期满后第三日上午九时在本院第三法庭公开开庭审理，逾期将依法缺席判决。	[358, 1653, 466, 1806]
court-signature: 江苏省南京市鼓楼区人民法院	[402, 2554, 465, 2560]
notice-text: 本院受理原告与被告纠纷一案，因你下落不明，依照《中华人民共和国民事诉讼法》的规定，向你公告送达起诉状副本、应诉通知书、举证通知书、开庭传票等。自公告之日起经过三十日即视为送达。提出答辩状和举证的期限为公告送达期满后十五日内，并定于举证期满后第三日上午九时在本院第三法庭公开开庭审理，逾期将依法缺席判决。本院受理原告与被告纠纷一案，因你下落不明，依照《中华人民共和国民事诉讼法》的规定，向你公告送达起诉状副本、应诉通知书、举证通知书、开庭传票等。自公告之日起经过三十日即视为送达。提出答辩状和举证的期限为公告送达期满后十五日内，并定于举证期满后第三日上午九时在本院第三法庭公开开庭审理，逾期将依法缺席判决。本院受理原告与被告纠纷一案，因你下落不明，依照《中华人民共和国民事诉讼法》的规定，向你公告送达起诉状副本、应诉通知书、举证通知书、开庭传票等。自公告之日起经过三十日即视为送达。提出答辩状和举证的期限为公告送达期满后十五日内，并定于举证期满后第三日上午九时在本院第三法庭公开开庭审理，逾期将依法缺席判决。	[358, 1903, 466, 2016]
notice-text: 本院受理原告与被告纠纷一案，因你下落不明，依照《中华人民共和国民事诉讼法》的规定，向你公告送达起诉状副本、应诉通知书、举证通知书、开庭传票等。自公告之日起经过三十日即视为送达。提出答辩状和举证的期限为公告送达期满后十五日内，并定于举证期满后第三日上午九时在本院第三法庭公开开庭审理，逾期将依法缺席判决。本院受理原告与被告纠纷一案，因你下落不明，依照《中华人民共和国民事诉讼法》的规定，向你公告送达起诉状副本、应诉通知书、举证通知书、开庭传票等。自公告之日起经过三十日即视为送达。提出答辩状和举证的期限为公告送达期满后十五日内，并定于举证期满后第三日上午九时在本院第三法庭公开开庭审理，逾期将依法缺席判决。	[509, 907, 617, 984]
court-signature: 山东省青岛市市南区人民法院	[402, 1149, 465, 1156]
notice-text: 本院受理原告与被告纠纷一案，因你下落不明，依照《中华人民共和国民事诉讼法》的规定，向你公告送达起诉状副本、应诉通知书、举证通知书、开庭传票等。自公告之日起经过三十日即视为送达。提出答辩状和举证的期限为公告送达期满后十五日内，并定于举证期满后第三日上午九时在本院第三法庭公开开庭审理，逾期将依法缺席判决。本院受理原告与被告纠纷一案，因你下落不明，依照《中华人民共和国民事诉讼法》的规定，向你公告送达起诉状副本、应诉通知书、举证通知书、开庭传票等。自公告之日起经过三十日即视为送达。提出答辩状和举证的期限为公告送达期满后十五日内，并定于举证期满后第三日上午九时在本院第三法庭公开开庭审理，逾期将依法缺席判决。本院受理原告与被告纠纷一案，因你下落不明，依照《中华人民共和国民事诉讼法》的规定，向你公告送达起诉状副本、应诉通知书、举证通知书、开庭传票等。自公告之日起经过三十日即视为送达。提出答辩状和举证的期限为公告送达期满后十五日内，并定于举证期满后第三日上午九时在本院第三法庭公开开庭审理，逾期将依法缺席判决。	[509, 249, 617, 361]
court-signature: 安徽省合肥市蜀山区人民法院	[250, 2139, 313, 2146]
notice-text: 本院受理原告与被告纠纷一案，因你下落不明，依照《中华人民共和国民事诉讼法》的规定，向你公告送达起诉状副本、应诉通知书、举证通知书、开庭传票等。自公告之日起经过三十日即视为送达。提出答辩状和举证的期限为公告送达期满后十五日内，并定于举证期满后第三日上午九时在本院第三法庭公开开庭审理，逾期将依法缺席判决。本院受理原告与被告纠纷一案，因你下落不明，依照《中华人民共和国民事诉讼法》的规定，向你公告送达起诉状副本、应诉通知书、举证通知书、开庭传票等。自公告之日起经过三十日即视为送达。提出答辩状和举证的期限为公告送达期满后十五日内，并定于举证期满后第三日上午九时在本院第三法庭公开开庭审理，逾期将依法缺席判决。本院受理原告与被告纠纷一案，因你下落不明，依照《中华人民共和国民事诉讼法》的规定，向你公告送达起诉状副本、应诉通知书、举证通知书、开庭传票等。自公告之日起经过三十日即视为送达。提出答辩状和举证的期限为公告送达期满后十五日内，并定于举证期满后第三日上午九时在本院第三法庭公开开庭审理，逾期将依法缺席判决。本院受理原告与被告纠纷一案，因你下落不明，依照《中华人民共和国民事诉讼法》的规定，向你公告送达起诉状副本、应诉通知书、举证通知书、开庭传票等。自公告之日起经过三十日即视为送达。提出答辩状和举证的期限为公告送达期满后十五日内，并定于举证期满后第三日上午九时在本院第三法庭公开开庭审理，逾期将依法缺席判决。	[206, 657, 314, 810]
notice-text: 本院受理原告与被告纠纷一案，因你下落不明，依照《中华人民共和国民事诉讼法》的规定，向你公告送达起诉状副本、应诉通知书、举证通知书、开庭传票等。自公告之日起经过三十日即视为送达。提出答辩状和举证的期限为公告送达期满后十五日内，并定于举证期满后第三日上午九时在本院第三法庭公开开庭审理，逾期将依法缺席判决。本院受理原告与被告纠纷一案，因你下落不明，依照《中华人民共和国民事诉讼法》的规定，向你公告送达起诉状副本、应诉通知书、举证通知书、开庭传票等。自公告之日起经过三十日即视为送达。提出答辩状和举证的期限为公告送达期满后十五日内，并定于举证期满后第三日上午九时在本院第三法庭公开开庭审理，逾期将依法缺席判决。本院受理原告与被告纠纷一案，因你下落不明，依照《中华人民共和国民事诉讼法》的规定，向你公告送达起诉状副本、应诉通知书、举证通知书、开庭传票等。自公告之日起经过三十日即视为送达。提出答辩状和举证的期限为公告送达期满后十五日内，并定于举证期满后第三日上午九时在本院第三法庭公开开庭审理，逾期将依法缺席判决。	[52, 249, 160, 361]
court-signature: 江苏省盐城市亭湖区人民法院	[402, 1435, 465, 1441]
court-signature: 安徽省芜湖市镜湖区人民法院	[250, 2390, 313, 2396]
notice-text: 本院受理原告与被告纠纷一案，因你下落不明，依照《中华人民共和国民事诉讼法》的规定，向你公告送达起诉状副本、应诉通知书、举证通知书、开庭传票等。自公告之日起经过三十日即视为送达。提出答辩状和举证的期限为公告送达期满后十五日内，并定于举证期满后第三日上午九时在本院第三法庭公开开庭审理，逾期将依法缺席判决。本院受理原告与被告纠纷一案，因你下落不明，依照《中华人民共和国民事诉讼法》的规定，向你公告送达起诉状副本、应诉通知书、举证通知书、开庭传票等。自公告之日起经过三十日即视为送达。提出答辩状和举证的期限为公告送达期满后十五日内，并定于举证期满后第三日上午九时在本院第三法庭公开开庭审理，逾期将依法缺席判决。	[509, 1653, 617, 1730]
notice-text: 本院受理原告与被告纠纷一案，因你下落不明，依照《中华人民共和国民事诉讼法》的规定，向你公告送达起诉状副本、应诉通知书、举证通知书、开庭传票等。自公告之日起经过三十日即视为送达。提出答辩状和举证的期限为公告送达期满后十五日内，并定于举证期满后第三日上午九时在本院第三法庭公开开庭审理，逾期将依法缺席判决。本院受理原告与被告纠纷一案，因你下落不明，依照《中华人民共和国民事诉讼法》的规定，向你公告送达起诉状副本、应诉通知书、举证通知书、开庭传票等。自公告之日起经过三十日即视为送达。提出答辩状和举证的期限为公告送达期满后十五日内，并定于举证期满后第三日上午九时在本院第三法庭公开开庭审理，逾期将依法缺席判决。本院受理原告与被告纠纷一案，因你下落不明，依照《中华人民共和国民事诉讼法》的规定，向你公告送达起诉状副本、应诉通知书、举证通知书、开庭传票等。自公告之日起经过三十日即视为送达。提出答辩状和举证的期限为公告送达期满后十五日内，并定于举证期满后第三日上午九时在本院第三法庭公开开庭审理，逾期将依法缺席判决。本院受理原告与被告纠纷一案，因你下落不明，依照《中华人民共和国民事诉讼法》的规定，向你公告送达起诉状副本、应诉通知书、举证通知书、开庭传票等。自公告之日起经过三十日即视为送达。提出答辩状和举证的期限为公告送达期满后十五日内，并定于举证期满后第三日上午九时在本院第三法庭公开开庭审理，逾期将依法缺席判决。	[509, 372, 617, 524]
notice-text: 本院受理原告与被告纠纷一案，因你下落不明，依照《中华人民共和国民事诉讼法》的规定，向你公告送达起诉状副本、应诉通知书、举证通知书、开庭传票等。自公告之日起经过三十日即视为送达。提出答辩状和举证的期限为公告送达期满后十五日内，并定于举证期满后第三日上午九时在本院第三法庭公开开庭审理，逾期将依法缺席判决。本院受理原告与被告纠纷一案，因你下落不明，依照《中华人民共和国民事诉讼法》的规定，向你公告送达起诉状副本、应诉通知书、举证通知书、开庭传票等。自公告之日起经过三十日即视为送达。提出答辩状和举证的期限为公告送达期满后十五日内，并定于举证期满后第三日上午九时在本院第三法庭公开开庭审理，逾期将依法缺席判决。	[52, 535, 160, 611]
column-footer-signature: 江苏省海安市人民法院	[265, 2487, 313, 2493]
label-2-3: 2/3 中缝	[226, 89, 308, 110]
court-signature: 江苏省溧阳市人民法院	[568, 1359, 616, 1365]
notice-text: 本院受理原告与被告纠纷一案，因你下落不明，依照《中华人民共和国民事诉讼法》的规定，向你公告送达起诉状副本、应诉通知书、举证通知书、开庭传票等。自公告之日起经过三十日即视为送达。提出答辩状和举证的期限为公告送达期满后十五日内，并定于举证期满后第三日上午九时在本院第三法庭公开开庭审理，逾期将依法缺席判决。本院受理原告与被告纠纷一案，因你下落不明，依照《中华人民共和国民事诉讼法》的规定，向你公告送达起诉状副本、应诉通知书、举证通知书、开庭传票等。自公告之日起经过三十日即视为送达。提出答辩状和举证的期限为公告送达期满后十五日内，并定于举证期满后第三日上午九时在本院第三法庭公开开庭审理，逾期将依法缺席判决。本院受理原告与被告纠纷一案，因你下落不明，依照《中华人民共和国民事诉讼法》的规定，向你公告送达起诉状副本、应诉通知书、举证通知书、开庭传票等。自公告之日起经过三十日即视为送达。提出答辩状和举证的期限为公告送达期满后十五日内，并定于举证期满后第三日上午九时在本院第三法庭公开开庭审理，逾期将依法缺席判决。	[358, 1158, 466, 1270]
court-signature: 江苏省常熟市人民法院	[568, 735, 616, 741]
court-signature: 江苏省启东市人民法院	[568, 1644, 616, 1650]
notice-text: 本院受理原告与被告纠纷一案，因你下落不明，依照《中华人民共和国民事诉讼法》的规定，向你公告送达起诉状副本、应诉通知书、举证通知书、开庭传票等。自公告之日起经过三十日即视为送达。提出答辩状和举证的期限为公告送达期满后十五日内，并定于举证期满后第三日上午九时在本院第三法庭公开开庭审理，逾期将依法缺席判决。本院受理原告与被告纠纷一案，因你下落不明，依照《中华人民共和国民事诉讼法》的规定，向你公告送达起诉状副本、应诉通知书、举证通知书、开庭传票等。自公告之日起经过三十日即视为送达。提出答辩状和举证的期限为公告送达期满后十五日内，并定于举证期满后第三日上午九时在本院第三法庭公开开庭审理，逾期将依法缺席判决。	[509, 1927, 617, 2005]
notice-text: 本院受理原告与被告纠纷一案，因你下落不明，依照《中华人民共和国民事诉讼法》的规定，向你公告送达起诉状副本、应诉通知书、举证通知书、开庭传票等。自公告之日起经过三十日即视为送达。提出答辩状和举证的期限为公告送达期满后十五日内，并定于举证期满后第三日上午九时在本院第三法庭公开开庭审理，逾期将依法缺席判决。本院受理原告与被告纠纷一案，因你下落不明，依照《中华人民共和国民事诉讼法》的规定，向你公告送达起诉状副本、应诉通知书、举证通知书、开庭传票等。自公告之日起经过三十日即视为送达。提出答辩状和举证的期限为公告送达期满后十五日内，并定于举证期满后第三日上午九时在本院第三法庭公开开庭审理，逾期将依法缺席判决。本院受理原告与被告纠纷一案，因你下落不明，依照《中华人民共和国民事诉讼法》的规定，向你公告送达起诉状副本、应诉通知书、举证通知书、开庭传票等。自公告之日起经过三十日即视为送达。提出答辩状和举证的期限为公告送达期满后十五日内，并定于举证期满后第三日上午九时在本院第三法庭公开开庭审理，逾期将依法缺席判决。本院受理原告与被告纠纷一案，因你下落不明，依照《中华人民共和国民事诉讼法》的规定，向你公告送达起诉状副本、应诉通知书、举证通知书、开庭传票等。自公告之日起经过三十日即视为送达。提出答辩状和举证的期限为公告送达期满后十五日内，并定于举证期满后第三日上午九时在本院第三法庭公开开庭审理，逾期将依法缺席判决。	[509, 744, 617, 897]
notice-title: 债权申报公告	[546, 1741, 579, 1748]
notice-text: 本院受理原告与被告纠纷一案，因你下落不明，依照《中华人民共和国民事诉讼法》的规定，向你公告送达起诉状副本、应诉通知书、举证通知书、开庭传票等。自公告之日起经过三十日即视为送达。提出答辩状和举证的期限为公告送达期满后十五日内，并定于举证期满后第三日上午九时在本院第三法庭公开开庭审理，逾期将依法缺席判决。本院受理原告与被告纠纷一案，因你下落不明，依照《中华人民共和国民事诉讼法》的规定，向你公告送达起诉状副本、应诉通知书、举证通知书、开庭传票等。自公告之日起经过三十日即视为送达。提出答辩状和举证的期限为公告送达期满后十五日内，并定于举证期满后第三日上午九时在本院第三法庭公开开庭审理，逾期将依法缺席判决。	[509, 1839, 617, 1916]
notice-text: 本院受理原告与被告纠纷一案，因你下落不明，依照《中华人民共和国民事诉讼法》的规定，向你公告送达起诉状副本、应诉通知书、举证通知书、开庭传票等。自公告之日起经过三十日即视为送达。提出答辩状和举证的期限为公告送达期满后十五日内，并定于举证期满后第三日上午九时在本院第三法庭公开开庭审理，逾期将依法缺席判决。本院受理原告与被告纠纷一案，因你下落不明，依照《中华人民共和国民事诉讼法》的规定，向你公告送达起诉状副本、应诉通知书、举证通知书、开庭传票等。自公告之日起经过三十日即视为送达。提出答辩状和举证的期限为公告送达期满后十五日内，并定于举证期满后第三日上午九时在本院第三法庭公开开庭审理，逾期将依法缺席判决。	[206, 1939, 314, 2016]
notice-text: 本院受理原告与被告纠纷一案，因你下落不明，依照《中华人民共和国民事诉讼法》的规定，向你公告送达起诉状副本、应诉通知书、举证通知书、开庭传票等。自公告之日起经过三十日即视为送达。提出答辩状和举证的期限为公告送达期满后十五日内，并定于举证期满后第三日上午九时在本院第三法庭公开开庭审理，逾期将依法缺席判决。本院受理原告与被告纠纷一案，因你下落不明，依照《中华人民共和国民事诉讼法》的规定，向你公告送达起诉状副本、应诉通知书、举证通知书、开庭传票等。自公告之日起经过三十日即视为送达。提出答辩状和举证的期限为公告送达期满后十五日内，并定于举证期满后第三日上午九时在本院第三法庭公开开庭审理，逾期将依法缺席判决。本院受理原告与被告纠纷一案，因你下落不明，依照《中华人民共和国民事诉讼法》的规定，向你公告送达起诉状副本、应诉通知书、举证通知书、开庭传票等。自公告之日起经过三十日即视为送达。提出答辩状和举证的期限为公告送达期满后十五日内，并定于举证期满后第三日上午九时在本院第三法庭公开开庭审理，逾期将依法缺席判决。	[358, 2277, 466, 2389]
notice-text: 本院受理原告与被告纠纷一案，因你下落不明，依照《中华人民共和国民事诉讼法》的规定，向你公告送达起诉状副本、应诉通知书、举证通知书、开庭传票等。自公告之日起经过三十日即视为送达。提出答辩状和举证的期限为公告送达期满后十五日内，并定于举证期满后第三日上午九时在本院第三法庭公开开庭审理，逾期将依法缺席判决。本院受理原告与被告纠纷一案，因你下落不明，依照《中华人民共和国民事诉讼法》的规定，向你公告送达起诉状副本、应诉通知书、举证通知书、开庭传票等。自公告之日起经过三十日即视为送达。提出答辩状和举证的期限为公告送达期满后十五日内，并定于举证期满后第三日上午九时在本院第三法庭公开开庭审理，逾期将依法缺席判决。本院受理原告与被告纠纷一案，因你下落不明，依照《中华人民共和国民事诉讼法》的规定，向你公告送达起诉状副本、应诉通知书、举证通知书、开庭传票等。自公告之日起经过三十日即视为送达。提出答辩状和举证的期限为公告送达期满后十五日内，并定于举证期满后第三日上午九时在本院第三法庭公开开庭审理，逾期将依法缺席判决。	[358, 785, 466, 897]
notice-text: 本院受理原告与被告纠纷一案，因你下落不明，依照《中华人民共和国民事诉讼法》的规定，向你公告送达起诉状副本、应诉通知书、举证通知书、开庭传票等。自公告之日起经过三十日即视为送达。提出答辩状和举证的期限为公告送达期满后十五日内，并定于举证期满后第三日上午九时在本院第三法庭公开开庭审理，逾期将依法缺席判决。本院受理原告与被告纠纷一案，因你下落不明，依照《中华人民共和国民事诉讼法》的规定，向你公告送达起诉状副本、应诉通知书、举证通知书、开庭传票等。自公告之日起经过三十日即视为送达。提出答辩状和举证的期限为公告送达期满后十五日内，并定于举证期满后第三日上午九时在本院第三法庭公开开庭审理，逾期将依法缺席判决。本院受理原告与被告纠纷一案，因你下落不明，依照《中华人民共和国民事诉讼法》的规定，向你公告送达起诉状副本、应诉通知书、举证通知书、开庭传票等。自公告之日起经过三十日即视为送达。提出答辩状和举证的期限为公告送达期满后十五日内，并定于举证期满后第三日上午九时在本院第三法庭公开开庭审理，逾期将依法缺席判决。	[206, 907, 314, 1019]
notice-text: 本院受理原告与被告纠纷一案，因你下落不明，依照《中华人民共和国民事诉讼法》的规定，向你公告送达起诉状副本、应诉通知书、举证通知书、开庭传票等。自公告之日起经过三十日即视为送达。提出答辩状和举证的期限为公告送达期满后十五日内，并定于举证期满后第三日上午九时在本院第三法庭公开开庭审理，逾期将依法缺席判决。本院受理原告与被告纠纷一案，因你下落不明，依照《中华人民共和国民事诉讼法》的规定，向你公告送达起诉状副本、应诉通知书、举证通知书、开庭传票等。自公告之日起经过三十日即视为送达。提出答辩状和举证的期限为公告送达期满后十五日内，并定于举证期满后第三日上午九时在本院第三法庭公开开庭审理，逾期将依法缺席判决。	[206, 447, 314, 524]
court-signature: 浙江省宁波市海曙区人民法院	[250, 1930, 313, 1936]
column-header: 公告专栏	[49, 139, 161, 159]
court-signature: 陕西省宝鸡市渭滨区人民法院	[250, 1021, 313, 1027]
court-signature: 江苏省无锡市梁溪区人民法院	[95, 1359, 159, 1365]
notice-text: 本院受理原告与被告纠纷一案，因你下落不明，依照《中华人民共和国民事诉讼法》的规定，向你公告送达起诉状副本、应诉通知书、举证通知书、开庭传票等。自公告之日起经过三十日即视为送达。提出答辩状和举证的期限为公告送达期满后十五日内，并定于举证期满后第三日上午九时在本院第三法庭公开开庭审理，逾期将依法缺席判决。本院受理原告与被告纠纷一案，因你下落不明，依照《中华人民共和国民事诉讼法》的规定，向你公告送达起诉状副本、应诉通知书、举证通知书、开庭传票等。自公告之日起经过三十日即视为送达。提出答辩状和举证的期限为公告送达期满后十五日内，并定于举证期满后第三日上午九时在本院第三法庭公开开庭审理，逾期将依法缺席判决。	[52, 907, 160, 984]
notice-text: 本院受理原告与被告纠纷一案，因你下落不明，依照《中华人民共和国民事诉讼法》的规定，向你公告送达起诉状副本、应诉通知书、举证通知书、开庭传票等。自公告之日起经过三十日即视为送达。提出答辩状和举证的期限为公告送达期满后十五日内，并定于举证期满后第三日上午九时在本院第三法庭公开开庭审理，逾期将依法缺席判决。本院受理原告与被告纠纷一案，因你下落不明，依照《中华人民共和国民事诉讼法》的规定，向你公告送达起诉状副本、应诉通知书、举证通知书、开庭传票等。自公告之日起经过三十日即视为送达。提出答辩状和举证的期限为公告送达期满后十五日内，并定于举证期满后第三日上午九时在本院第三法庭公开开庭审理，逾期将依法缺席判决。本院受理原告与被告纠纷一案，因你下落不明，依照《中华人民共和国民事诉讼法》的规定，向你公告送达起诉状副本、应诉通知书、举证通知书、开庭传票等。自公告之日起经过三十日即视为送达。提出答辩状和举证的期限为公告送达期满后十五日内，并定于举证期满后第三日上午九时在本院第三法庭公开开庭审理，逾期将依法缺席判决。	[52, 1740, 160, 1852]
notice-column-1	[48, 138, 162, 2396]
notice-title: 遗失声明	[551, 2008, 573, 2015]
notice-text: 本院受理原告与被告纠纷一案，因你下落不明，依照《中华人民共和国民事诉讼法》的规定，向你公告送达起诉状副本、应诉通知书、举证通知书、开庭传票等。自公告之日起经过三十日即视为送达。提出答辩状和举证的期限为公告送达期满后十五日内，并定于举证期满后第三日上午九时在本院第三法庭公开开庭审理，逾期将依法缺席判决。本院受理原告与被告纠纷一案，因你下落不明，依照《中华人民共和国民事诉讼法》的规定，向你公告送达起诉状副本、应诉通知书、举证通知书、开庭传票等。自公告之日起经过三十日即视为送达。提出答辩状和举证的期限为公告送达期满后十五日内，并定于举证期满后第三日上午九时在本院第三法庭公开开庭审理，逾期将依法缺席判决。	[509, 2106, 617, 2182]
notice-text: 本院受理原告与被告纠纷一案，因你下落不明，依照《中华人民共和国民事诉讼法》的规定，向你公告送达起诉状副本、应诉通知书、举证通知书、开庭传票等。自公告之日起经过三十日即视为送达。提出答辩状和举证的期限为公告送达期满后十五日内，并定于举证期满后第三日上午九时在本院第三法庭公开开庭审理，逾期将依法缺席判决。本院受理原告与被告纠纷一案，因你下落不明，依照《中华人民共和国民事诉讼法》的规定，向你公告送达起诉状副本、应诉通知书、举证通知书、开庭传票等。自公告之日起经过三十日即视为送达。提出答辩状和举证的期限为公告送达期满后十五日内，并定于举证期满后第三日上午九时在本院第三法庭公开开庭审理，逾期将依法缺席判决。本院受理原告与被告纠纷一案，因你下落不明，依照《中华人民共和国民事诉讼法》的规定，向你公告送达起诉状副本、应诉通知书、举证通知书、开庭传票等。自公告之日起经过三十日即视为送达。提出答辩状和举证的期限为公告送达期满后十五日内，并定于举证期满后第三日上午九时在本院第三法庭公开开庭审理，逾期将依法缺席判决。本院受理原告与被告纠纷一案，因你下落不明，依照《中华人民共和国民事诉讼法》的规定，向你公告送达起诉状副本、应诉通知书、举证通知书、开庭传票等。自公告之日起经过三十日即视为送达。提出答辩状和举证的期限为公告送达期满后十五日内，并定于举证期满后第三日上午九时在本院第三法庭公开开庭审理，逾期将依法缺席判决。	[52, 1490, 160, 1643]
